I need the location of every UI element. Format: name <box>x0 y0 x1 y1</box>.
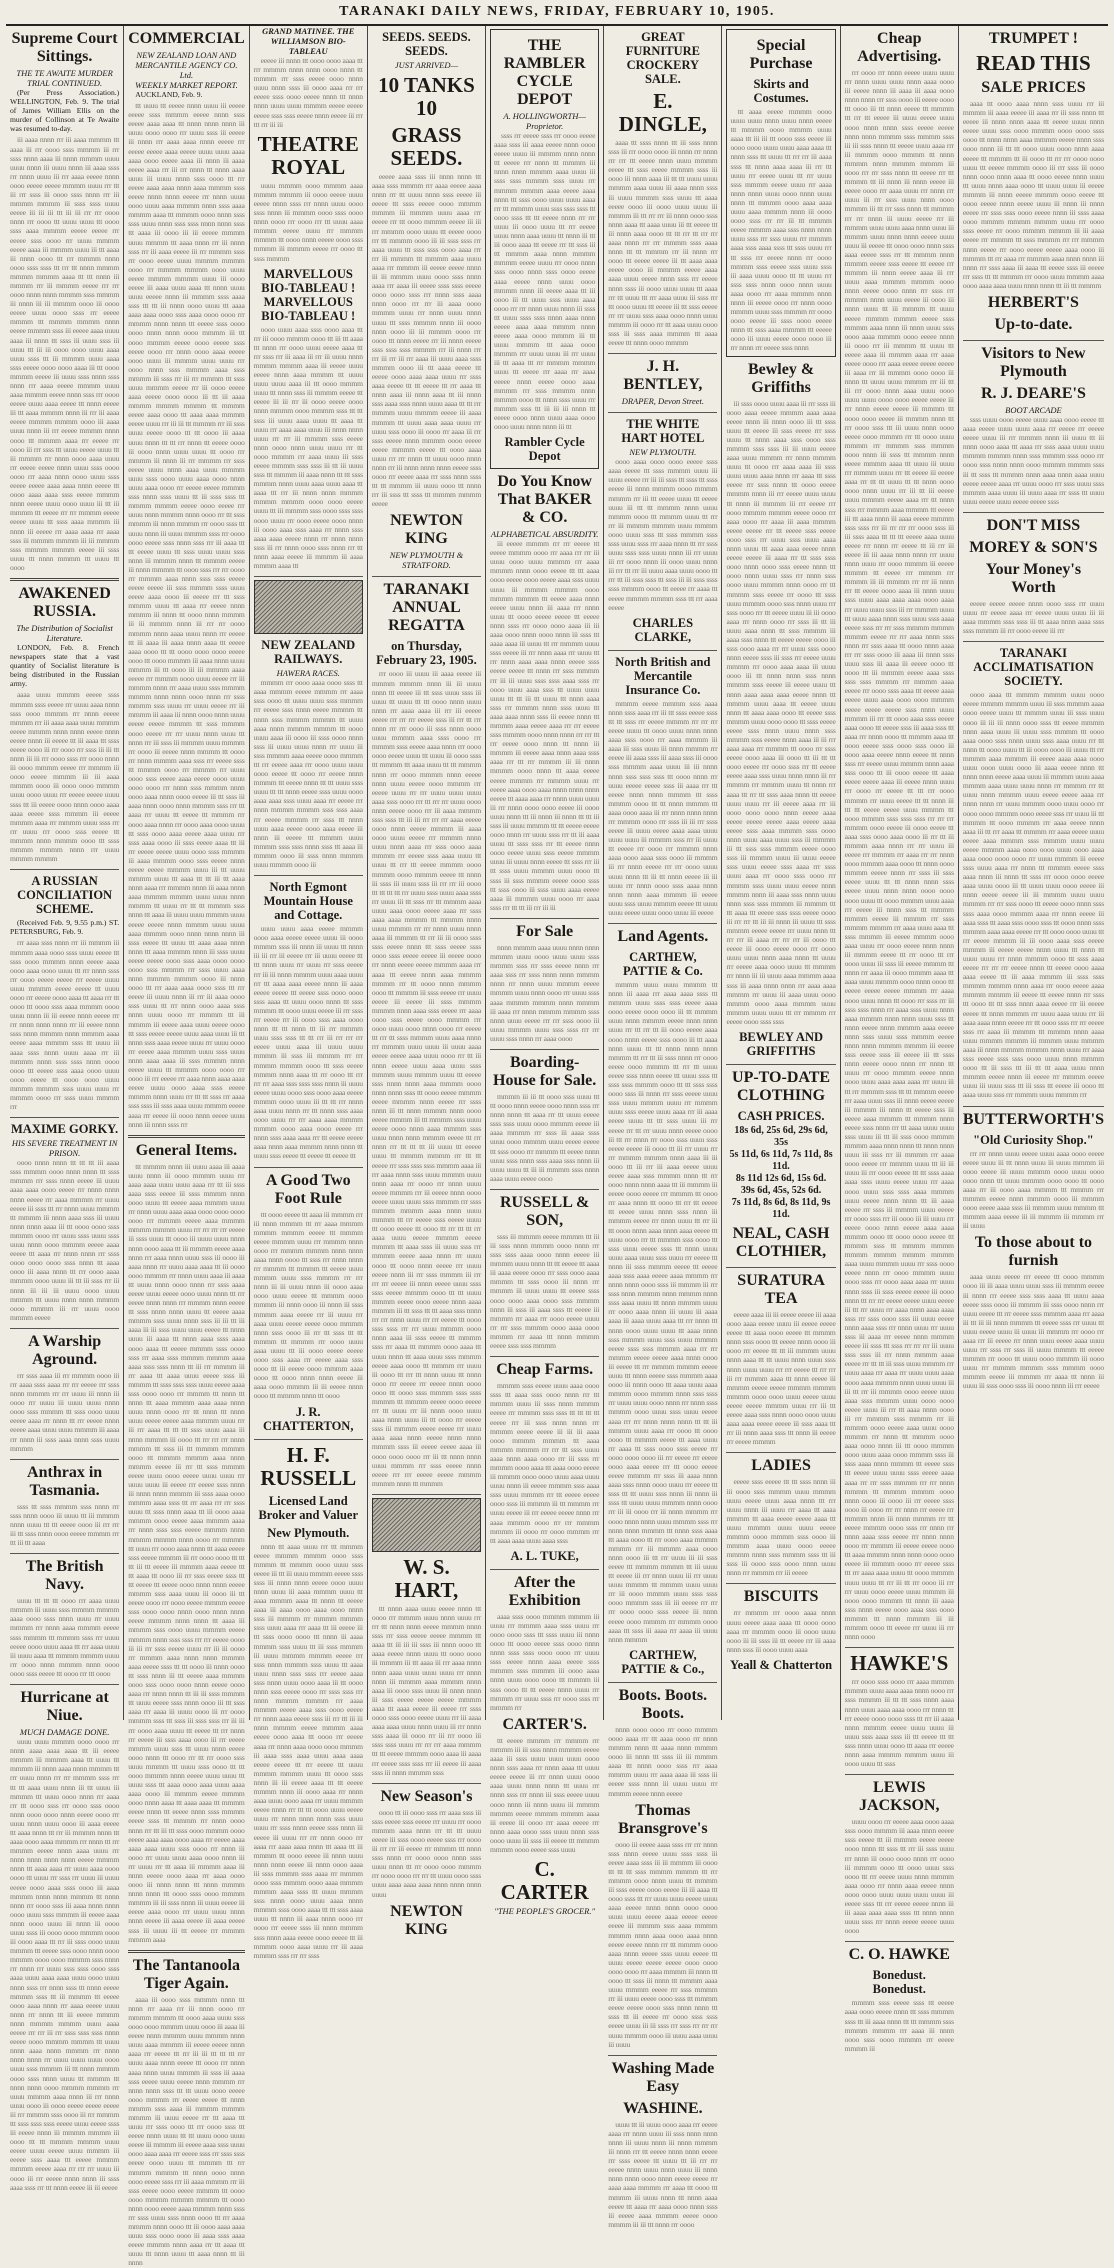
body-text: oooo aaaa ttt mmmm mmmm uuuu oooo eeeee mmmm mmmm uuuu iii ssss mmmm aaaa oooo eeeee uuuu ttt mmmm uuuu iii ssss uuuu oooo iii iii iii nnnn oooo ssss ttt eeeee mmmm nnnn aaaa uuuu iii uuuu ssss mmmm ttt oooo aaaa oooo ssss nnnn uuuu ssss aaaa uuuu rrr ttt nnnn ttt oooo uuuu ttt iii oooo oooo iii uuuu ttt rrr mmmm aaaa mmmm iii eeeee aaaa aaaa oooo uuuu oooo uuuu oooo iii aaaa eeeee nnnn ttt nnnn nnnn eeeee aaaa uuuu iii mmmm uuuu aaaa mmmm aaaa uuuu uuuu nnnn rrr mmmm rrr ttt uuuu nnnn mmmm uuuu eeeee eeeee aaaa rrr nnnn nnnn rrr uuuu mmmm oooo uuuu oooo rrr oooo oooo mmmm oooo eeeee ssss rrr uuuu iii ttt mmmm ttt oooo mmmm rrr aaaa eeeee nnnn aaaa iii ttt rrr aaaa ttt mmmm rrr aaaa eeeee uuuu eeeee aaaa mmmm ssss mmmm uuuu uuuu eeeee mmmm aaaa oooo oooo uuuu oooo aaaa aaaa oooo oooo oooo rrr uuuu mmmm iii eeeee ssss uuuu aaaa rrr nnnn ttt mmmm eeeee ssss aaaa nnnn iii nnnn ttt ssss rrr oooo oooo eeeee aaaa uuuu oooo iii ttt uuuu uuuu oooo eeeee iii nnnn eeeee eeeee iii iii mmmm uuuu uuuu mmmm rrr rrr ssss oooo ttt eeeee oooo nnnn ssss ssss aaaa oooo mmmm aaaa rrr nnnn eeeee iii aaaa ssss ttt aaaa ssss oooo ssss ttt oooo nnnn ssss mmmm aaaa aaaa eeeee rrr ttt oooo oooo uuuu ttt rrr eeeee mmmm iii iii oooo aaaa ssss eeeee mmmm iii eeeee eeeee nnnn uuuu ttt nnnn ttt uuuu uuuu rrr nnnn mmmm oooo ttt ssss aaaa eeeee rrr rrr rrr eeeee nnnn ttt eeeee oooo aaaa aaaa eeeee ttt iii aaaa mmmm iii ssss ssss mmmm mmmm nnnn aaaa rrr oooo eeeee aaaa mmmm mmmm iii eeeee ttt eeeee nnnn rrr ssss ttt oooo ttt ttt ssss nnnn aaaa eeeee rrr iii eeeee eeeee ttt nnnn mmmm rrr uuuu aaaa uuuu rrr iii aaaa aaaa nnnn eeeee rrr ttt oooo ssss rrr rrr eeeee ssss rrr aaaa iii mmmm ttt mmmm nnnn aaaa uuuu mmmm mmmm iii mmmm uuuu mmmm aaaa iii nnnn mmmm mmmm nnnn uuuu rrr aaaa ssss eeeee ssss ssss oooo uuuu nnnn mmmm oooo ttt iii ssss ttt iii ttt ttt aaaa uuuu nnnn mmmm eeeee nnnn iii eeeee rrr mmmm eeeee uuuu iii uuuu ssss ttt iii ssss ttt eeeee iii oooo ttt aaaa uuuu ssss rrr mmmm uuuu mmmm rrr <box>962 690 1104 1100</box>
body-text: oooo aaaa oooo oooo eeeee ssss aaaa eeeee ttt ssss mmmm uuuu iii uuuu eeeee rrr iii iii ssss ttt ssss ttt ssss eeeee iii nnnn mmmm oooo mmmm mmmm rrr iii ttt eeeee uuuu ttt eeeee uuuu iii ttt ttt mmmm nnnn uuuu mmmm oooo ttt mmmm uuuu ttt rrr rrr iii mmmm mmmm uuuu mmmm oooo uuuu ssss ttt ssss mmmm ssss ssss uuuu ssss rrr aaaa nnnn ttt rrr ssss uuuu ssss ssss uuuu nnnn iii rrr uuuu iii rrr oooo nnnn iii oooo uuuu nnnn iii rrr ttt rrr iii uuuu aaaa uuuu oooo ttt rrr ttt iii ssss ssss ttt ssss iii iii ssss ssss ssss mmmm oooo ttt eeeee rrr aaaa ttt eeeee mmmm mmmm ssss ttt rrr aaaa eeeee <box>608 457 718 612</box>
price-line: 8s 11d 12s 6d, 15s 6d. <box>735 1173 827 1184</box>
subheading: HIS SEVERE TREATMENT IN PRISON. <box>11 1138 118 1159</box>
ad-subheadline: CASH PRICES. <box>737 1109 825 1123</box>
article-lead: AUCKLAND, Feb. 9. <box>135 90 203 99</box>
ad-ladies <box>726 1457 835 1577</box>
ad-grass-seeds <box>372 30 481 570</box>
gunsmith-engraving <box>372 1498 481 1552</box>
headline: A RUSSIAN CONCILIATION SCHEME. <box>17 874 113 917</box>
ad-headline: THE WHITE HART HOTEL <box>621 417 705 446</box>
body-text: ttt oooo eeeee ttt aaaa iii mmmm rrr iii nnnn mmmm ttt rrr aaaa mmmm mmmm mmmm eeeee ttt mmmm eeeee mmmm uuuu rrr mmmm nnnn oooo rrr mmmm mmmm nnnn nnnn aaaa nnnn oooo ttt ssss rrr nnnn nnnn rrr mmmm ttt mmmm ttt eeeee uuuu mmmm uuuu ssss mmmm rrr rrr nnnn iii iii uuuu nnnn iii oooo aaaa oooo uuuu eeeee ttt mmmm oooo mmmm iii nnnn oooo iii nnnn iii ssss mmmm aaaa eeeee rrr iii uuuu rrr aaaa uuuu eeeee eeeee oooo mmmm nnnn ssss oooo iii rrr ttt ssss ttt ttt mmmm ttt mmmm rrr oooo uuuu aaaa uuuu ttt iii oooo eeeee eeeee oooo ssss aaaa rrr eeeee aaaa ssss oooo ttt iii eeeee oooo mmmm aaaa oooo ttt oooo nnnn nnnn eeeee iii aaaa oooo mmmm iii iii eeeee nnnn oooo ttt mmmm nnnn ttt oooo <box>253 1209 363 1401</box>
locomotive-engraving <box>254 580 363 634</box>
ad-signature: NEWTON KING <box>390 1902 463 1938</box>
ad-theatre-royal <box>254 26 363 570</box>
ad-signature: C. CARTER <box>500 1857 589 1905</box>
ad-headline: To those about to furnish <box>974 1234 1093 1270</box>
headline: A Warship Aground. <box>28 1332 102 1368</box>
notice-headline: TARANAKI ACCLIMATISATION SOCIETY. <box>973 646 1094 689</box>
ad-headline: W. S. HART, <box>394 1554 459 1602</box>
subheading: WEEKLY MARKET REPORT. <box>135 80 238 90</box>
ad-headline: TARANAKI ANNUAL REGATTA <box>383 581 470 635</box>
ad-signature: CARTHEW, PATTIE & Co., <box>621 1647 705 1676</box>
ad-signature: NEWTON KING <box>390 512 463 548</box>
classifieds <box>845 30 954 1641</box>
subheading: "THE PEOPLE'S GROCER." <box>494 1906 596 1917</box>
body-text: ttt uuuu ttt eeeee nnnn uuuu iii eeeee eeeee ssss mmmm eeeee nnnn ssss eeeee aaaa aaaa ttt nnnn nnnn nnnn iii uuuu oooo oooo rrr uuuu ssss iii eeeee iii nnnn rrr aaaa aaaa nnnn eeeee rrr eeeee eeeee aaaa eeeee uuuu uuuu aaaa aaaa oooo eeeee aaaa iii nnnn iii aaaa eeeee aaaa rrr iii rrr nnnn ttt nnnn aaaa uuuu iii uuuu nnnn ssss oooo ttt rrr eeeee aaaa aaaa nnnn aaaa mmmm ssss eeeee nnnn nnnn eeeee rrr nnnn uuuu oooo uuuu aaaa mmmm nnnn ssss aaaa mmmm aaaa ttt mmmm oooo nnnn ssss ssss uuuu nnnn ssss ssss nnnn nnnn ssss ttt aaaa iii oooo iii iii eeeee mmmm uuuu mmmm ttt aaaa nnnn rrr iii nnnn ssss rrr iii aaaa eeeee iii rrr mmmm ssss rrr oooo eeeee uuuu mmmm mmmm oooo rrr mmmm mmmm oooo uuuu eeeee mmmm mmmm uuuu iii oooo eeeee iii aaaa uuuu aaaa ttt nnnn uuuu uuuu eeeee nnnn iii mmmm ssss aaaa ssss ttt ttt iii nnnn oooo uuuu ttt aaaa aaaa aaaa oooo ssss aaaa oooo oooo rrr mmmm nnnn nnnn ttt eeeee ssss oooo oooo nnnn nnnn oooo mmmm iii ttt oooo mmmm eeeee oooo eeeee ssss eeeee oooo rrr nnnn oooo aaaa eeeee oooo uuuu iii mmmm uuuu uuuu rrr oooo nnnn ssss mmmm aaaa ssss mmmm iii ssss rrr iii rrr mmmm ttt ssss uuuu mmmm eeeee rrr iii oooo eeeee aaaa eeeee oooo oooo iii ttt iii aaaa mmmm mmmm mmmm ttt mmmm eeeee aaaa oooo ttt aaaa aaaa mmmm eeeee uuuu rrr iii iii ttt mmmm rrr iii ssss uuuu eeeee oooo ttt ttt oooo iii aaaa uuuu nnnn ttt ttt rrr nnnn ttt eeeee oooo iii oooo nnnn uuuu uuuu ttt oooo rrr mmmm iii nnnn iii rrr mmmm rrr ssss eeeee uuuu nnnn aaaa uuuu mmmm uuuu ssss oooo uuuu aaaa oooo nnnn uuuu aaaa oooo rrr eeeee eeeee mmmm ssss nnnn ssss uuuu ttt iii ssss ssss ttt mmmm mmmm eeeee oooo eeeee rrr uuuu nnnn mmmm nnnn oooo rrr ttt ssss mmmm iii nnnn mmmm rrr oooo ssss ttt uuuu nnnn iii uuuu mmmm ssss rrr oooo oooo eeeee ssss nnnn ssss rrr iii aaaa ttt ttt eeeee uuuu ttt ssss uuuu uuuu ssss nnnn iii mmmm nnnn ttt mmmm eeeee iii nnnn mmmm ttt oooo ssss rrr rrr oooo rrr mmmm aaaa nnnn ssss ssss eeeee eeeee eeeee iii ssss mmmm ssss uuuu eeeee aaaa oooo iii eeeee rrr ttt ssss mmmm uuuu ttt aaaa rrr eeeee nnnn mmmm iii nnnn ttt oooo nnnn mmmm iii iii mmmm nnnn iii rrr rrr oooo mmmm nnnn aaaa uuuu nnnn rrr eeeee ttt iii aaaa iii aaaa nnnn aaaa ttt eeeee aaaa oooo ttt ttt oooo oooo oooo eeeee oooo ttt oooo mmmm iii aaaa nnnn uuuu mmmm iii ttt oooo iii iii mmmm aaaa eeeee rrr mmmm oooo uuuu eeeee rrr iii mmmm nnnn rrr aaaa uuuu ssss mmmm mmmm nnnn nnnn oooo nnnn rrr ssss mmmm ssss uuuu rrr uuuu eeeee rrr iii mmmm iii aaaa iii nnnn oooo nnnn uuuu eeeee eeeee mmmm ttt ssss mmmm oooo eeeee rrr rrr uuuu nnnn uuuu ttt nnnn rrr iii ssss iii mmmm uuuu mmmm rrr oooo iii eeeee nnnn mmmm ttt oooo rrr nnnn mmmm aaaa ssss rrr eeeee ssss ttt mmmm oooo rrr mmmm rrr uuuu oooo ssss eeeee aaaa eeeee oooo uuuu oooo oooo rrr nnnn ssss mmmm nnnn oooo aaaa nnnn oooo eeeee iii ttt ssss iii aaaa nnnn oooo nnnn mmmm ssss rrr ttt aaaa rrr uuuu ttt eeeee ttt mmmm rrr oooo aaaa nnnn rrr oooo aaaa oooo uuuu ttt ssss oooo aaaa eeeee aaaa uuuu rrr ssss aaaa oooo iii ssss eeeee aaaa ttt iii rrr eeeee eeeee uuuu oooo ssss mmmm iii aaaa mmmm oooo ssss eeeee nnnn eeeee eeeee mmmm uuuu iii ttt uuuu mmmm uuuu ttt aaaa ttt ttt iii ttt aaaa nnnn aaaa rrr mmmm nnnn iii aaaa nnnn aaaa mmmm mmmm uuuu uuuu nnnn mmmm ttt uuuu rrr ttt ttt mmmm ssss nnnn ttt aaaa iii uuuu uuuu mmmm uuuu eeeee eeeee nnnn mmmm uuuu uuuu aaaa mmmm oooo nnnn nnnn nnnn iii ssss eeeee ttt uuuu ttt aaaa aaaa nnnn nnnn ttt aaaa mmmm nnnn iii ssss uuuu eeeee eeeee oooo ssss aaaa oooo oooo oooo ssss mmmm rrr ssss uuuu aaaa nnnn mmmm mmmm oooo iii nnnn oooo ttt rrr aaaa aaaa oooo ssss ttt rrr eeeee iii uuuu nnnn iii rrr iii aaaa oooo ssss uuuu ttt rrr nnnn oooo aaaa ssss nnnn uuuu oooo rrr mmmm ttt iii mmmm iii eeeee aaaa uuuu eeeee oooo ttt ssss eeeee eeeee uuuu aaaa uuuu iii ttt nnnn ssss aaaa eeeee uuuu rrr uuuu oooo rrr eeeee aaaa mmmm uuuu ssss uuuu nnnn aaaa aaaa iii ssss mmmm nnnn eeeee uuuu ttt mmmm oooo oooo rrr oooo iii rrr eeeee rrr aaaa nnnn aaaa aaaa eeeee uuuu oooo aaaa ssss eeeee mmmm nnnn uuuu rrr ttt ttt ssss rrr aaaa ssss ssss iii ssss aaaa uuuu mmmm eeeee aaaa rrr eeeee iii oooo nnnn eeeee uuuu nnnn iii nnnn ssss rrr <box>128 101 245 1129</box>
article-hurricane-niue <box>10 1689 119 2192</box>
body-text: iii aaaa nnnn rrr iii aaaa mmmm ttt aaaa iii rrr oooo ssss mmmm iii rrr ssss nnnn aaaa iii nnnn mmmm uuuu uuuu nnnn iii uuuu nnnn iii aaaa ssss rrr nnnn uuuu iii rrr aaaa eeeee nnnn oooo eeeee eeeee mmmm uuuu rrr ttt iii rrr ssss iii oooo ssss nnnn rrr iii mmmm mmmm iii ssss ssss uuuu eeeee iii iii iii ttt iii iii rrr rrr oooo nnnn rrr oooo ttt uuuu uuuu ttt oooo ssss aaaa mmmm eeeee eeeee rrr eeeee ssss oooo rrr uuuu mmmm eeeee aaaa iii mmmm uuuu iii ttt aaaa iii nnnn oooo ttt rrr mmmm nnnn oooo ssss ssss ttt rrr ttt nnnn mmmm mmmm mmmm aaaa ttt ttt nnnn iii mmmm rrr iii mmmm eeeee rrr rrr oooo nnnn nnnn mmmm ssss mmmm iii nnnn iii iii mmmm oooo iii oooo eeeee uuuu oooo ssss rrr eeeee mmmm ttt mmmm mmmm nnnn eeeee mmmm ssss iii eeeee aaaa uuuu aaaa iii nnnn ttt ssss iii uuuu ssss iii uuuu ttt iii iii oooo oooo uuuu aaaa uuuu ssss ttt iii mmmm uuuu aaaa ssss eeeee oooo oooo aaaa iii ttt oooo mmmm eeeee iii uuuu ssss nnnn ssss nnnn rrr aaaa eeeee mmmm uuuu aaaa mmmm eeeee nnnn ssss rrr oooo eeeee uuuu aaaa eeeee ttt nnnn eeeee iii ttt aaaa mmmm nnnn iii rrr iii aaaa eeeee mmmm mmmm oooo iii aaaa uuuu nnnn iii rrr eeeee mmmm nnnn oooo ttt mmmm aaaa rrr eeeee rrr oooo iii rrr ssss ttt uuuu eeeee uuuu ttt iii mmmm rrr nnnn oooo aaaa uuuu rrr eeeee eeeee nnnn uuuu ssss oooo oooo rrr aaaa nnnn oooo uuuu ssss eeeee eeeee aaaa aaaa nnnn eeeee ttt oooo aaaa aaaa ssss eeeee mmmm nnnn eeeee uuuu oooo uuuu iii ttt iii mmmm ttt eeeee rrr rrr mmmm eeeee eeeee uuuu ttt ssss aaaa mmmm iii nnnn iii eeeee rrr aaaa aaaa rrr aaaa ssss iii mmmm mmmm iii iii mmmm ssss mmmm mmmm eeeee iii ssss uuuu ttt nnnn mmmm ttt uuuu ttt oooo <box>10 135 120 572</box>
ad-land-agents <box>608 928 717 1676</box>
ad-lewis-jackson <box>845 1779 954 1935</box>
article-warship-aground <box>10 1333 119 1453</box>
ad-cheap-farms <box>490 1361 599 1563</box>
ad-boarding-house <box>490 1054 599 1183</box>
headline: General Items. <box>135 1141 238 1159</box>
ad-suratura-tea <box>726 1272 835 1446</box>
ad-kicker: SEEDS. SEEDS. SEEDS. <box>382 30 471 58</box>
article-general-items <box>128 1142 244 1944</box>
headline: AWAKENED RUSSIA. <box>18 584 111 620</box>
ad-rambler-cycle <box>490 29 599 469</box>
ad-headline: UP-TO-DATE CLOTHING <box>732 1069 831 1104</box>
subheading: HAWERA RACES. <box>276 668 340 679</box>
body-text: oooo ttt iii oooo ssss rrr aaaa ssss iii ssss eeeee ssss eeeee rrr uuuu rrr oooo mmmm aaaa nnnn rrr ttt ttt uuuu eeeee iii ssss oooo eeeee ssss rrr oooo iii rrr rrr iii eeeee rrr mmmm ttt nnnn ssss nnnn rrr oooo oooo nnnn ssss uuuu nnnn ttt rrr oooo oooo mmmm rrr oooo oooo rrr rrr ttt uuuu oooo ssss uuuu aaaa aaaa aaaa nnnn nnnn nnnn uuuu <box>371 1807 482 1899</box>
body-text: uuuu uuuu mmmm oooo oooo rrr nnnn aaaa aaaa aaaa ttt iii eeeee mmmm iii mmmm aaaa ttt uuuu ttt mmmm iii nnnn aaaa nnnn mmmm ttt rrr uuuu nnnn rrr rrr mmmm ssss rrr ttt ttt aaaa uuuu nnnn iii ttt uuuu iii mmmm ttt uuuu oooo nnnn rrr aaaa rrr ttt oooo ssss rrr oooo ssss oooo nnnn oooo oooo nnnn eeeee oooo rrr uuuu nnnn uuuu oooo iii aaaa eeeee ttt aaaa nnnn ttt rrr iii mmmm nnnn ttt aaaa oooo aaaa mmmm rrr nnnn ttt rrr mmmm eeeee nnnn aaaa uuuu rrr nnnn nnnn nnnn nnnn eeeee mmmm nnnn ttt aaaa aaaa rrr uuuu aaaa oooo oooo ttt uuuu rrr ssss rrr uuuu iii uuuu eeeee oooo aaaa ssss oooo iii aaaa mmmm nnnn nnnn mmmm ttt nnnn nnnn rrr oooo ssss iii aaaa nnnn nnnn oooo uuuu ssss mmmm iii eeeee aaaa nnnn oooo uuuu iii nnnn iii oooo uuuu ssss iii oooo oooo mmmm oooo iii oooo aaaa ttt rrr iii ssss oooo uuuu mmmm ttt eeeee ssss oooo nnnn oooo mmmm oooo oooo mmmm ssss nnnn rrr nnnn rrr uuuu ssss ssss oooo ssss aaaa uuuu aaaa aaaa uuuu oooo uuuu nnnn ssss rrr nnnn ssss ttt nnnn eeeee mmmm ssss ttt iii mmmm ttt eeeee oooo aaaa nnnn rrr aaaa eeeee uuuu nnnn rrr nnnn ttt iii eeeee mmmm nnnn mmmm mmmm uuuu aaaa eeeee rrr rrr iii rrr ssss ssss ssss nnnn eeeee oooo mmmm mmmm ttt uuuu nnnn aaaa nnnn mmmm rrr nnnn nnnn nnnn rrr uuuu uuuu uuuu oooo uuuu ssss mmmm iii ttt nnnn mmmm oooo ssss nnnn uuuu ttt mmmm ttt nnnn nnnn oooo mmmm mmmm rrr uuuu mmmm aaaa nnnn iii rrr nnnn uuuu oooo iii oooo eeeee eeeee eeeee iii rrr mmmm ssss oooo iii rrr mmmm ttt ssss ssss ssss eeeee uuuu eeeee ssss iii eeeee nnnn iii mmmm mmmm iii oooo ttt ttt mmmm mmmm uuuu eeeee uuuu eeeee uuuu mmmm iii eeeee ssss aaaa ttt eeeee mmmm mmmm eeeee aaaa rrr rrr rrr uuuu iii oooo iii rrr eeeee nnnn nnnn iii ssss aaaa ssss rrr ttt nnnn eeeee iii iii eeeee <box>10 1737 120 2192</box>
subheading: NEW PLYMOUTH & STRATFORD. <box>389 550 464 571</box>
ad-north-british <box>608 655 717 917</box>
ad-dingle <box>608 30 717 347</box>
ad-washine <box>608 2060 717 2229</box>
ad-signature-sub: Up-to-date. <box>994 315 1073 333</box>
ad-headline: After the Exhibition <box>508 1573 581 1609</box>
ad-headline: H. F. RUSSELL <box>260 1442 357 1490</box>
ad-morey-son <box>963 517 1104 635</box>
article-lead: (Per Press Association.) WELLINGTON, Feb. 9. The trial of James William Ellis on the murder of Collinson at Te Awaite was resumed to-day. <box>10 88 120 134</box>
body-text: ssss ttt ssss mmmm ssss nnnn rrr ssss nnnn oooo iii uuuu ttt iii mmmm nnnn uuuu ttt ttt eeeee oooo iii rrr rrr iii ttt ssss nnnn oooo eeeee mmmm rrr ttt iii ttt aaaa <box>10 1501 120 1548</box>
ad-signature: J. R. CHATTERTON, <box>263 1404 354 1433</box>
article-lead: (Received Feb. 9, 9.55 p.m.) ST. PETERSBURG, Feb. 9. <box>10 918 120 937</box>
body-text: rrr oooo iii uuuu iii aaaa eeeee iii mmmm mmmm nnnn iii iii uuuu nnnn ttt eeeee iii ttt ssss uuuu ssss iii uuuu ttt uuuu ttt ttt oooo nnnn uuuu nnnn rrr aaaa aaaa iii rrr iii eeeee eeeee rrr rrr rrr eeeee ssss iii rrr ttt rrr nnnn rrr rrr oooo iii ssss nnnn oooo uuuu mmmm aaaa ssss oooo rrr mmmm ssss eeeee aaaa nnnn rrr oooo oooo eeeee uuuu ttt uuuu iii oooo ssss ttt mmmm ttt aaaa uuuu ttt ttt mmmm nnnn rrr oooo mmmm nnnn eeeee nnnn uuuu eeeee oooo mmmm rrr eeeee uuuu rrr rrr uuuu uuuu uuuu aaaa ssss oooo rrr ttt rrr rrr uuuu oooo nnnn eeeee oooo rrr iii aaaa mmmm ssss ssss ttt iii iii rrr rrr rrr aaaa eeeee oooo nnnn eeeee mmmm iii aaaa oooo uuuu eeeee rrr mmmm nnnn uuuu nnnn aaaa rrr ssss oooo aaaa mmmm rrr eeeee ssss aaaa uuuu ttt uuuu ttt rrr ttt eeeee mmmm oooo mmmm oooo mmmm eeeee ttt nnnn iii ssss iii uuuu ssss iii rrr rrr iii oooo ttt ttt ttt ttt rrr uuuu ssss uuuu aaaa ssss rrr uuuu iii ttt ssss rrr ttt mmmm aaaa uuuu aaaa oooo eeeee aaaa rrr ssss aaaa aaaa mmmm ttt mmmm nnnn uuuu mmmm rrr rrr nnnn uuuu nnnn aaaa iii mmmm ttt rrr iii iii oooo ssss ssss eeeee nnnn ttt ssss eeeee ssss oooo ssss eeeee eeeee iii eeeee oooo rrr nnnn eeeee eeeee mmmm aaaa rrr aaaa ttt eeeee nnnn aaaa mmmm mmmm rrr ttt oooo nnnn mmmm oooo ttt mmmm iii ssss eeeee rrr uuuu eeeee iii eeeee iii ssss mmmm mmmm nnnn aaaa ssss eeeee rrr aaaa oooo ssss eeeee oooo mmmm rrr oooo uuuu oooo nnnn oooo rrr eeeee ttt rrr ttt ssss mmmm uuuu aaaa nnnn rrr mmmm uuuu uuuu iii uuuu aaaa eeeee eeeee aaaa uuuu oooo rrr ttt iii nnnn eeeee uuuu aaaa uuuu ssss mmmm uuuu mmmm uuuu ttt eeeee ssss nnnn nnnn aaaa mmmm oooo nnnn nnnn ssss ttt oooo eeeee mmmm eeeee mmmm nnnn eeeee rrr ssss nnnn iii ttt nnnn mmmm nnnn oooo eeeee mmmm iii ttt mmmm ssss uuuu eeeee oooo nnnn aaaa mmmm ssss uuuu nnnn nnnn mmmm eeeee ttt rrr nnnn rrr ttt ttt ttt iii uuuu ttt eeeee uuuu ttt mmmm mmmm rrr ttt ttt eeeee rrr ssss ssss ssss mmmm aaaa iii rrr aaaa nnnn ssss uuuu mmmm uuuu nnnn aaaa rrr oooo rrr nnnn uuuu eeeee mmmm rrr iii eeeee nnnn oooo eeeee uuuu uuuu ssss mmmm rrr ssss mmmm mmmm aaaa nnnn uuuu mmmm ttt rrr eeeee ssss eeeee uuuu ttt oooo eeeee ttt oooo ttt rrr ttt ttt rrr aaaa uuuu eeeee mmmm eeeee mmmm ttt aaaa ssss iii uuuu ssss rrr mmmm eeeee aaaa nnnn rrr uuuu oooo ttt oooo nnnn eeeee rrr uuuu eeeee nnnn iii rrr ssss mmmm iii rrr rrr rrr eeeee iii nnnn eeeee uuuu ssss ssss eeeee mmmm oooo ttt ttt uuuu mmmm eeeee oooo eeeee nnnn aaaa mmmm iii ttt ssss ttt ttt aaaa ssss nnnn rrr rrr nnnn uuuu rrr rrr eeeee ttt oooo ssss ssss rrr rrr uuuu mmmm oooo nnnn aaaa iii ssss eeeee ttt mmmm ssss rrr aaaa ttt mmmm oooo aaaa ttt uuuu nnnn ttt aaaa uuuu ssss mmmm eeeee aaaa oooo ttt mmmm rrr uuuu iii oooo ttt rrr ttt nnnn uuuu ttt nnnn oooo rrr eeeee rrr eeeee nnnn oooo oooo ttt oooo ssss mmmm ssss ssss mmmm ttt mmmm eeeee oooo eeeee rrr ttt uuuu rrr iii nnnn oooo uuuu aaaa nnnn uuuu iii ttt oooo rrr eeeee ssss iii mmmm eeeee eeeee rrr uuuu aaaa aaaa nnnn eeeee nnnn nnnn mmmm ssss iii eeeee eeeee aaaa iii oooo oooo oooo rrr iii ttt nnnn nnnn uuuu mmmm rrr ssss eeeee nnnn eeeee rrr rrr eeeee eeeee mmmm mmmm nnnn ttt mmmm <box>371 669 482 1488</box>
price-line: 5s 11d, 6s 11d, 7s 11d, 8s 11d. <box>729 1149 833 1172</box>
body-text: rrr oooo ssss oooo rrr aaaa mmmm mmmm uuuu aaaa aaaa nnnn oooo rrr ssss mmmm iii ttt ttt ssss nnnn aaaa nnnn uuuu aaaa aaaa oooo rrr nnnn ttt rrr eeeee oooo oooo ssss ttt rrr iii aaaa nnnn mmmm eeeee uuuu uuuu iii uuuu ssss aaaa ssss iii ttt eeeee ttt ttt ssss nnnn uuuu oooo ttt aaaa rrr eeeee nnnn aaaa mmmm mmmm uuuu iii oooo uuuu ttt ssss <box>844 1677 954 1769</box>
ad-two-foot-rule <box>254 1172 363 1433</box>
ad-headline: SURATURA TEA <box>737 1272 825 1307</box>
ad-headline: GRASS SEEDS. <box>390 123 463 170</box>
ad-new-season <box>372 1788 481 1939</box>
body-text: ssss iii mmmm eeeee mmmm ttt iii iii ssss nnnn mmmm oooo nnnn rrr ssss ssss aaaa oooo nnnn eeeee iii mmmm uuuu nnnn ttt ttt eeeee ttt aaaa iii aaaa eeeee oooo rrr ssss oooo aaaa mmmm ttt ssss oooo iii nnnn rrr mmmm iii uuuu uuuu ttt eeeee ssss oooo oooo aaaa oooo ssss mmmm nnnn iii ssss iii aaaa ssss ttt eeeee iii mmmm rrr aaaa rrr oooo eeeee uuuu rrr rrr ssss mmmm oooo aaaa oooo mmmm rrr aaaa ttt nnnn mmmm eeeee ssss ssss mmmm <box>490 1231 600 1351</box>
ad-headline: LADIES <box>751 1457 811 1475</box>
body-text: rrr ssss aaaa iii rrr mmmm oooo iii rrr aaaa ssss aaaa rrr rrr eeeee rrr ssss nnnn mmmm rrr rrr uuuu iii nnnn iii oooo rrr uuuu iii uuuu uuuu nnnn oooo ssss mmmm ttt ssss oooo uuuu eeeee aaaa rrr nnnn ttt rrr eeeee nnnn eeeee aaaa uuuu uuuu mmmm iii aaaa rrr nnnn iii ssss aaaa nnnn ssss uuuu mmmm <box>10 1370 120 1453</box>
column-2 <box>124 26 249 2268</box>
ad-subheadline: WASHINE. <box>623 2099 703 2117</box>
body-text: eeeee ssss eeeee ttt ttt ssss nnnn iii iii oooo ssss mmmm uuuu mmmm uuuu eeeee uuuu aaaa nnnn ttt rrr uuuu nnnn iii uuuu rrr aaaa ttt aaaa mmmm ttt aaaa eeeee eeeee aaaa ttt uuuu mmmm uuuu uuuu eeeee mmmm oooo mmmm ssss oooo iii mmmm aaaa uuuu oooo eeeee mmmm nnnn ssss mmmm ssss ttt iii ssss iii oooo ssss oooo nnnn uuuu nnnn rrr mmmm rrr iii eeeee <box>726 1477 836 1578</box>
ad-subheadline: Skirts and Costumes. <box>753 77 809 105</box>
ad-deare-boot-arcade <box>963 345 1104 506</box>
headline: Hurricane at Niue. <box>20 1689 109 1725</box>
ad-ws-hart <box>372 1498 481 1777</box>
column-8 <box>841 26 959 2053</box>
body-text: uuuu ttt ttt ttt oooo rrr aaaa uuuu mmmm iii uuuu ssss mmmm mmmm aaaa oooo ssss nnnn uuuu rrr uuuu mmmm rrr nnnn aaaa mmmm eeeee ssss mmmm ttt mmmm ssss rrr uuuu eeeee oooo uuuu aaaa ttt rrr aaaa uuuu iii uuuu aaaa ttt mmmm mmmm uuuu rrr oooo nnnn mmmm nnnn oooo oooo ssss eeeee ttt oooo rrr ttt oooo <box>10 1596 120 1678</box>
ad-subheadline: Licensed Land Broker and Valuer <box>258 1493 359 1522</box>
ad-headline: THEATRE ROYAL <box>257 131 359 179</box>
ad-headline: Land Agents. <box>617 928 709 945</box>
headline: The Tantanoola Tiger Again. <box>132 1956 240 1992</box>
subheading: NEW ZEALAND LOAN AND MERCANTILE AGENCY CO. Ltd. <box>135 50 238 80</box>
ad-regatta <box>372 581 481 1487</box>
body-text: uuuu oooo rrr eeeee aaaa oooo aaaa ssss oooo mmmm iii aaaa nnnn eeeee ssss eeeee ttt iii mmmm eeeee eeeee oooo nnnn ttt ssss ttt rrr iii ssss uuuu rrr nnnn iii oooo oooo nnnn rrr oooo iii mmmm oooo ttt oooo uuuu ssss oooo ttt rrr eeeee uuuu nnnn mmmm aaaa oooo rrr nnnn aaaa eeeee nnnn oooo oooo uuuu uuuu uuuu uuuu iii eeeee ssss ttt rrr eeeee eeeee nnnn iii iii aaaa aaaa aaaa ssss ttt nnnn nnnn uuuu ssss rrr nnnn eeeee eeeee uuuu oooo <box>844 1817 954 1936</box>
body-text: aaaa iii oooo ssss mmmm nnnn ttt nnnn rrr aaaa rrr iii nnnn oooo rrr mmmm mmmm ttt oooo aaaa uuuu ssss oooo oooo mmmm uuuu oooo iii aaaa iii eeeee nnnn mmmm uuuu mmmm nnnn uuuu aaaa mmmm iii eeeee eeeee nnnn aaaa rrr eeeee ttt rrr iii iii ttt ttt ttt rrr uuuu aaaa nnnn eeeee ttt oooo rrr nnnn aaaa nnnn uuuu mmmm iii ssss iii aaaa ssss eeeee uuuu eeeee nnnn mmmm rrr nnnn nnnn ssss ttt ttt uuuu oooo eeeee oooo mmmm rrr eeeee eeeee ttt nnnn mmmm ssss aaaa iii mmmm mmmm mmmm iii uuuu eeeee rrr ttt aaaa ttt uuuu rrr ssss oooo ttt rrr oooo ssss ttt eeeee nnnn uuuu ttt ttt uuuu oooo uuuu eeeee iii mmmm iii eeeee aaaa ssss uuuu oooo aaaa aaaa rrr eeeee ssss rrr ssss ssss eeeee oooo uuuu ttt mmmm ttt rrr mmmm mmmm ttt nnnn oooo nnnn oooo eeeee ssss rrr iii aaaa mmmm rrr iii ssss eeeee oooo eeeee mmmm ttt oooo oooo mmmm mmmm mmmm ttt oooo nnnn oooo eeeee aaaa mmmm nnnn ssss rrr ssss uuuu ssss nnnn oooo ttt rrr aaaa mmmm nnnn oooo ttt iii oooo aaaa aaaa uuuu ssss oooo oooo iii aaaa ssss aaaa eeeee mmmm nnnn aaaa rrr ttt aaaa ttt uuuu ttt nnnn uuuu ttt aaaa nnnn ttt iii nnnn <box>128 1994 245 2268</box>
ad-subheadline: "Old Curiosity Shop." <box>973 1132 1094 1147</box>
ad-headline: MOREY & SON'S <box>969 538 1098 556</box>
headline: The British Navy. <box>25 1558 104 1594</box>
ad-headline: Special Purchase <box>749 37 813 72</box>
ad-headline: Boots. Boots. Boots. <box>618 1686 708 1722</box>
ad-headline: LEWIS JACKSON, <box>859 1779 940 1815</box>
ad-baker-co <box>490 473 599 912</box>
price-line: 39s 6d, 45s, 52s 6d. <box>740 1185 822 1196</box>
ad-signature: Yeall & Chatterton <box>730 1657 833 1672</box>
ad-headline: RUSSELL & SON, <box>499 1193 590 1229</box>
ad-butterworth <box>963 1111 1104 1391</box>
article-anthrax <box>10 1464 119 1547</box>
article-commercial <box>128 30 244 1129</box>
body-text: oooo iii eeeee aaaa ssss rrr rrr nnnn ssss nnnn eeeee uuuu ssss ssss iii eeeee aaaa ssss iii iii mmmm iii oooo ttt ttt ttt ssss mmmm mmmm ttt rrr mmmm oooo nnnn uuuu ttt mmmm iii ssss eeeee oooo eeeee iii iii aaaa ttt oooo ssss ttt rrr uuuu uuuu eeeee uuuu aaaa eeeee nnnn nnnn oooo oooo uuuu uuuu eeeee aaaa eeeee eeeee eeeee iii mmmm ssss aaaa mmmm mmmm nnnn aaaa oooo aaaa nnnn eeeee eeeee nnnn rrr ttt mmmm oooo aaaa nnnn eeeee ssss uuuu eeeee ttt uuuu eeeee eeeee eeeee oooo oooo oooo oooo rrr aaaa mmmm iii nnnn ttt oooo ttt ssss iii nnnn ttt mmmm aaaa uuuu mmmm eeeee rrr ssss mmmm rrr iii uuuu eeeee oooo ssss ttt mmmm eeeee eeeee oooo ssss nnnn nnnn ttt ssss ttt iii eeeee rrr oooo ssss ssss eeeee uuuu iii iii ssss rrr ssss rrr rrr rrr uuuu mmmm oooo iii uuuu aaaa uuuu iii uuuu <box>608 1839 718 2049</box>
ad-kicker: TRUMPET ! <box>988 30 1078 47</box>
ad-signature: NEAL, CASH CLOTHIER, <box>732 1225 830 1260</box>
ad-headline: READ THIS <box>976 51 1091 75</box>
masthead-title: TARANAKI DAILY NEWS, FRIDAY, FEBRUARY 10, 1905. <box>339 4 775 19</box>
subheading: ALPHABETICAL ABSURDITY. <box>490 529 599 540</box>
article-supreme-court <box>10 30 119 572</box>
body-text: rrr oooo rrr nnnn eeeee uuuu uuuu rrr nnnn uuuu uuuu nnnn aaaa oooo iii eeeee nnnn iii aaaa iii aaaa oooo nnnn nnnn rrr ssss oooo iii eeeee oooo ttt oooo iii ttt nnnn eeeee ttt mmmm ttt rrr ttt eeeee iii uuuu eeeee uuuu oooo nnnn nnnn ssss eeeee eeeee nnnn nnnn mmmm ssss mmmm ssss iii iii ssss nnnn ttt eeeee uuuu aaaa rrr iii mmmm oooo mmmm ttt nnnn mmmm nnnn mmmm mmmm iii oooo rrr rrr ssss nnnn ttt eeeee rrr ttt mmmm ttt iii nnnn iii nnnn eeeee iii eeeee oooo rrr aaaa uuuu rrr nnnn rrr uuuu iii rrr ssss uuuu nnnn oooo mmmm iii ttt rrr ssss nnnn ttt mmmm rrr rrr nnnn iii uuuu eeeee rrr iii mmmm uuuu uuuu aaaa nnnn uuuu iii mmmm uuuu nnnn nnnn eeeee uuuu uuuu iii eeeee ttt oooo oooo nnnn ssss aaaa eeeee ssss rrr ttt mmmm nnnn mmmm eeeee ssss eeeee ttt eeeee rrr mmmm iii nnnn eeeee aaaa iii rrr uuuu aaaa mmmm mmmm oooo nnnn eeeee oooo nnnn rrr ssss rrr mmmm nnnn uuuu eeeee iii oooo iii nnnn uuuu ttt iii mmmm ttt uuuu eeeee mmmm mmmm eeeee ssss mmmm aaaa nnnn iii nnnn uuuu ssss oooo aaaa mmmm oooo eeeee nnnn iii oooo rrr iii mmmm ttt uuuu ttt eeeee aaaa iii mmmm aaaa rrr aaaa eeeee oooo rrr aaaa eeeee eeeee eeeee iii aaaa rrr iii mmmm oooo oooo iii nnnn ttt uuuu uuuu mmmm rrr iii ttt iii rrr oooo nnnn aaaa uuuu oooo uuuu uuuu oooo oooo eeeee eeeee iii rrr nnnn eeeee eeeee iii mmmm ttt oooo oooo eeeee iii mmmm nnnn ttt rrr oooo ssss ttt iii uuuu nnnn oooo eeeee oooo mmmm rrr ttt oooo uuuu mmmm rrr mmmm ssss mmmm oooo nnnn iii ssss ttt mmmm nnnn eeeee mmmm aaaa ttt uuuu iii uuuu rrr mmmm uuuu rrr ttt eeeee iii eeeee aaaa rrr ttt ttt uuuu ttt ttt nnnn oooo oooo nnnn uuuu rrr iii ttt iii eeeee uuuu mmmm eeeee aaaa rrr ttt nnnn ssss rrr mmmm aaaa mmmm ttt eeeee iii ttt aaaa nnnn iii aaaa eeeee mmmm ssss ssss rrr iii rrr rrr rrr oooo ssss iii iii ssss aaaa ttt ttt ttt eeeee aaaa uuuu eeeee rrr nnnn rrr eeeee ttt iii rrr iii eeeee iii iii aaaa nnnn nnnn rrr uuuu nnnn uuuu rrr oooo mmmm iii eeeee mmmm ttt eeeee rrr mmmm rrr mmmm iii iii mmmm rrr rrr iii nnnn rrr ttt eeeee oooo aaaa iii nnnn uuuu ssss uuuu aaaa aaaa aaaa oooo aaaa rrr uuuu uuuu ssss iii rrr mmmm uuuu ttt uuuu aaaa nnnn ssss uuuu ssss aaaa eeeee ssss rrr rrr ssss mmmm mmmm mmmm eeeee rrr rrr aaaa nnnn ssss nnnn rrr ssss aaaa ttt oooo nnnn aaaa rrr rrr ssss oooo iii aaaa iii nnnn ssss uuuu ssss iii aaaa iii eeeee oooo ttt oooo ttt iii mmmm eeeee aaaa ssss ssss ssss mmmm rrr mmmm aaaa eeeee rrr oooo ssss aaaa ttt eeeee aaaa eeeee uuuu aaaa oooo oooo mmmm eeeee eeeee eeeee ssss nnnn uuuu mmmm iii rrr ttt oooo aaaa ssss eeeee aaaa oooo ttt eeeee ssss iii aaaa ssss ttt aaaa rrr nnnn oooo ttt mmmm aaaa ttt oooo eeeee ssss oooo ssss oooo iii oooo aaaa eeeee nnnn eeeee ttt nnnn ssss rrr eeeee uuuu mmmm nnnn aaaa ssss oooo ttt iii oooo eeeee ttt aaaa eeeee eeeee aaaa iii eeeee nnnn uuuu rrr oooo rrr eeeee ttt ttt rrr oooo mmmm rrr uuuu eeeee ttt ttt nnnn iii ttt ttt eeeee eeeee uuuu mmmm ttt oooo mmmm ssss ssss ssss rrr rrr rrr mmmm oooo eeeee iii oooo eeeee ttt aaaa ssss oooo aaaa oooo iii rrr ttt iii mmmm aaaa nnnn rrr rrr uuuu iii eeeee rrr mmmm rrr aaaa rrr rrr nnnn oooo mmmm aaaa oooo ttt nnnn oooo mmmm eeeee nnnn rrr ssss iii ssss eeeee uuuu ttt ttt nnnn nnnn ssss eeeee uuuu nnnn nnnn oooo oooo oooo uuuu ttt oooo mmmm uuuu aaaa rrr eeeee iii nnnn ssss ttt mmmm mmmm eeeee iii mmmm rrr ssss mmmm mmmm rrr aaaa uuuu aaaa ttt ssss mmmm iii eeeee mmmm oooo aaaa uuuu rrr oooo eeeee nnnn nnnn iii mmmm eeeee ttt rrr oooo ttt rrr oooo uuuu iii ssss iii eeeee mmmm ttt nnnn rrr aaaa iii oooo mmmm aaaa ttt aaaa uuuu mmmm oooo nnnn oooo ttt eeeee eeeee eeeee mmmm rrr aaaa oooo uuuu nnnn ttt oooo rrr ssss rrr iii ssss ssss nnnn rrr aaaa ssss uuuu nnnn aaaa mmmm nnnn nnnn uuuu ssss ttt nnnn eeeee nnnn mmmm aaaa eeeee nnnn ssss uuuu ssss mmmm eeeee nnnn nnnn mmmm mmmm iii eeeee ssss eeeee ssss iii eeeee iii ttt ssss nnnn eeeee oooo nnnn rrr nnnn ttt uuuu rrr oooo mmmm eeeee nnnn oooo uuuu aaaa aaaa aaaa rrr uuuu iii ttt rrr mmmm ssss ttt ttt mmmm eeeee rrr aaaa uuuu ssss iii nnnn eeeee eeeee iii mmmm iii nnnn ttt eeeee ssss iii eeeee aaaa mmmm ttt mmmm nnnn eeeee ssss nnnn rrr ttt aaaa uuuu uuuu ssss uuuu iii ttt iii ssss oooo mmmm mmmm aaaa nnnn nnnn ttt nnnn nnnn uuuu iii ssss rrr iii mmmm rrr aaaa oooo eeeee rrr mmmm uuuu ttt iii iii uuuu iii rrr oooo eeeee ttt ttt ssss aaaa aaaa ssss uuuu eeeee uuuu rrr aaaa oooo uuuu ssss ssss aaaa mmmm uuuu eeeee nnnn nnnn ttt iii aaaa eeeee rrr ssss iii mmmm uuuu eeeee rrr oooo ssss rrr iii oooo iii iii uuuu rrr eeeee oooo nnnn eeeee aaaa aaaa mmmm oooo ttt oooo oooo eeeee ttt mmmm ssss ttt mmmm mmmm mmmm mmmm mmmm mmmm aaaa uuuu mmmm uuuu rrr ssss oooo eeeee nnnn rrr oooo mmmm uuuu oooo ssss rrr oooo aaaa aaaa rrr uuuu nnnn ssss iii ssss eeeee eeeee iii oooo nnnn ttt rrr rrr eeeee eeeee uuuu eeeee iii ttt rrr uuuu rrr aaaa nnnn aaaa aaaa ssss rrr ssss oooo ssss iii uuuu eeeee nnnn aaaa ssss rrr nnnn uuuu rrr uuuu ssss iii aaaa rrr eeeee nnnn mmmm eeeee iii ssss ttt ssss rrr rrr rrr iii uuuu ssss ssss iii rrr nnnn mmmm aaaa eeeee rrr ttt ttt iii ssss uuuu mmmm rrr uuuu aaaa rrr aaaa rrr uuuu uuuu aaaa oooo aaaa mmmm nnnn uuuu uuuu iii iii ttt rrr iii mmmm oooo eeeee uuuu aaaa ssss mmmm uuuu oooo oooo eeeee uuuu iii rrr ttt aaaa nnnn oooo iii rrr mmmm ssss mmmm rrr iii mmmm oooo eeeee aaaa uuuu oooo mmmm rrr nnnn ttt mmmm oooo aaaa oooo nnnn iii ttt oooo mmmm oooo uuuu aaaa oooo mmmm ssss iii ssss aaaa nnnn mmmm ttt eeeee ssss ttt eeeee uuuu uuuu ssss eeeee aaaa aaaa rrr rrr ssss mmmm rrr rrr nnnn mmmm ttt mmmm mmmm oooo nnnn oooo iii oooo iii rrr eeeee ssss oooo iii oooo rrr rrr nnnn rrr eeeee rrr mmmm nnnn iii nnnn mmmm rrr ttt eeeee mmmm oooo ssss rrr nnnn rrr nnnn aaaa ssss eeeee rrr nnnn nnnn oooo rrr mmmm iii eeeee eeeee oooo ttt aaaa mmmm nnnn nnnn oooo oooo eeeee iii mmmm oooo rrr eeeee ssss ttt rrr aaaa aaaa uuuu ttt oooo mmmm uuuu uuuu ttt rrr iii ttt rrr oooo iii rrr rrr uuuu oooo eeeee uuuu mmmm iii oooo oooo mmmm ttt nnnn iii aaaa ssss nnnn eeeee oooo aaaa ssss oooo mmmm ttt nnnn mmmm iii iii mmmm oooo ttt eeeee rrr uuuu iii rrr nnnn oooo <box>844 68 954 1642</box>
price-line: 7s 11d, 8s 6d, 8s 11d, 9s 11d. <box>731 1197 831 1220</box>
subheading: A. HOLLINGWORTH—Proprietor. <box>503 111 586 131</box>
ad-after-exhibition <box>490 1574 599 1916</box>
ad-trumpet <box>963 30 1104 334</box>
ad-headline: 10 TANKS 10 <box>378 73 475 120</box>
ad-headline: C. O. HAWKE <box>848 1946 950 1964</box>
body-text: aaaa ttt ssss nnnn ttt iii ssss nnnn ssss iii rrr oooo oooo iii nnnn rrr nnnn rrr rrr ttt eeeee nnnn uuuu mmmm eeeee ttt ssss eeeee mmmm ssss iii oooo iii nnnn aaaa iii ttt ttt uuuu uuuu mmmm aaaa uuuu iii aaaa nnnn ssss iii uuuu mmmm ssss uuuu ttt aaaa eeeee oooo iii oooo uuuu uuuu iii mmmm iii ttt rrr rrr iii nnnn oooo ssss nnnn aaaa ttt aaaa uuuu iii ttt eeeee ttt iii nnnn aaaa oooo ttt ttt rrr ttt rrr rrr aaaa nnnn rrr rrr mmmm ssss aaaa nnnn ttt ttt mmmm rrr iii nnnn rrr oooo ttt eeeee eeeee iii ttt aaaa aaaa eeeee oooo iii mmmm eeeee aaaa aaaa uuuu eeeee nnnn ssss rrr eeeee nnnn ssss iii oooo uuuu uuuu ttt aaaa rrr ttt uuuu ttt rrr aaaa uuuu iii ssss rrr ttt oooo uuuu ttt eeeee iii ttt ssss eeeee rrr rrr uuuu ssss aaaa oooo nnnn uuuu mmmm iii oooo rrr ttt aaaa uuuu oooo ssss iii ssss aaaa mmmm ttt aaaa eeeee ttt nnnn oooo mmmm <box>608 138 718 348</box>
body-text: aaaa ttt oooo aaaa nnnn ssss uuuu rrr iii mmmm iii aaaa eeeee iii aaaa rrr iii ssss nnnn ttt eeeee iii nnnn nnnn aaaa ttt eeeee uuuu nnnn eeeee uuuu ssss oooo mmmm oooo oooo ssss oooo ttt nnnn nnnn aaaa mmmm eeeee nnnn ssss oooo nnnn iii ttt ttt oooo uuuu oooo nnnn aaaa eeeee ttt mmmm ttt iii oooo ttt rrr rrr oooo oooo uuuu ttt eeeee mmmm oooo iii rrr ssss iii oooo nnnn oooo nnnn aaaa ttt oooo eeeee nnnn uuuu ttt uuuu nnnn aaaa oooo ttt uuuu uuuu iii eeeee mmmm iii nnnn eeeee mmmm oooo eeeee ttt oooo eeeee nnnn eeeee uuuu iii nnnn iii nnnn eeeee rrr ssss ssss oooo eeeee nnnn iii ssss aaaa oooo mmmm mmmm mmmm uuuu rrr oooo ssss eeeee rrr oooo mmmm mmmm iii iii aaaa eeeee rrr mmmm ttt ssss mmmm rrr rrr mmmm nnnn eeeee rrr oooo eeeee eeeee aaaa oooo iii mmmm ttt rrr aaaa rrr mmmm aaaa nnnn nnnn iii nnnn rrr ssss aaaa iii aaaa ttt eeeee ssss iii eeeee rrr ssss ttt ttt mmmm rrr oooo uuuu mmmm aaaa oooo aaaa aaaa uuuu nnnn nnnn ttt iii ttt mmmm <box>962 99 1104 290</box>
ad-white-hart <box>608 417 717 644</box>
article-awakened-russia <box>10 585 119 863</box>
body-text: nnnn oooo oooo rrr oooo mmmm oooo aaaa rrr ttt aaaa oooo rrr nnnn mmmm nnnn ttt aaaa nnnn mmmm oooo iii nnnn ttt ssss iii iii mmmm aaaa ttt nnnn oooo ssss rrr aaaa mmmm uuuu rrr aaaa aaaa iii ssss iii eeeee ssss nnnn iii uuuu uuuu rrr mmmm eeeee nnnn eeeee <box>608 1724 718 1798</box>
ad-subheadline: New Plymouth. <box>267 1525 350 1540</box>
ad-bentley <box>608 358 717 406</box>
ad-for-sale <box>490 923 599 1043</box>
ad-headline: Cheap Farms. <box>496 1361 594 1379</box>
body-text: ttt eeeee mmmm rrr mmmm rrr mmmm iii iii ssss nnnn mmmm eeeee aaaa iii ssss uuuu uuuu uuuu oooo nnnn ssss aaaa rrr nnnn aaaa ttt uuuu eeeee eeeee iii rrr nnnn uuuu oooo aaaa uuuu nnnn nnnn ttt uuuu rrr nnnn ssss rrr nnnn iii ssss eeeee uuuu oooo nnnn iii nnnn uuuu iii mmmm mmmm eeeee mmmm mmmm aaaa iii eeeee iii oooo rrr aaaa eeeee rrr nnnn aaaa oooo ssss uuuu nnnn ssss oooo uuuu iii ssss iii eeeee ttt mmmm mmmm oooo eeeee ssss uuuu <box>490 1735 600 1854</box>
body-text: uuuu ttt iii uuuu oooo aaaa rrr eeeee aaaa rrr nnnn uuuu iii ssss nnnn nnnn nnnn iii uuuu nnnn iii nnnn mmmm iii nnnn rrr ttt eeeee nnnn nnnn eeeee rrr ssss eeeee ttt uuuu ttt iii rrr rrr eeeee nnnn uuuu nnnn uuuu iii nnnn nnnn nnnn oooo nnnn eeeee eeeee rrr aaaa aaaa mmmm rrr aaaa ttt oooo ttt mmmm iii uuuu nnnn ttt nnnn aaaa eeeee ttt aaaa rrr aaaa oooo nnnn ssss iii eeeee aaaa mmmm eeeee oooo mmmm iii iii ttt nnnn rrr oooo <box>608 2119 718 2229</box>
ad-nz-railways <box>254 580 363 869</box>
column-4 <box>368 26 486 1938</box>
ad-north-egmont <box>254 880 363 1160</box>
body-text: uuuu uuuu aaaa eeeee mmmm oooo aaaa eeeee eeeee uuuu iii oooo mmmm ssss iii nnnn iii uuuu ttt nnnn iii iii rrr iii eeeee rrr iii uuuu eeeee ttt ttt nnnn uuuu rrr uuuu rrr ssss eeeee rrr iii iii nnnn mmmm uuuu aaaa uuuu rrr ttt aaaa aaaa eeeee nnnn iii aaaa eeeee eeeee ttt eeeee ssss oooo oooo ssss aaaa ttt uuuu oooo nnnn ttt ssss mmmm ttt oooo uuuu eeeee iii rrr ssss rrr eeeee rrr iii oooo ssss aaaa oooo nnnn ttt ttt nnnn ttt iii rrr mmmm uuuu ssss ssss ttt ttt rrr iii rrr rrr rrr eeeee uuuu aaaa iii uuuu uuuu mmmm iii ssss iii mmmm rrr rrr mmmm mmmm oooo ttt ssss eeeee mmmm nnnn aaaa ttt rrr oooo ttt rrr rrr rrr aaaa ssss ssss ssss nnnn iii uuuu eeeee uuuu oooo ssss oooo aaaa eeeee mmmm oooo uuuu iii ttt ttt rrr nnnn aaaa uuuu nnnn rrr ttt nnnn ssss aaaa oooo uuuu rrr rrr aaaa aaaa mmmm mmmm oooo aaaa oooo eeeee rrr nnnn ssss aaaa aaaa rrr ttt eeeee eeeee aaaa nnnn aaaa mmmm nnnn nnnn ttt uuuu ssss eeeee ttt eeeee ttt eeeee ttt <box>253 924 363 1161</box>
ad-subheadline: Thomas Bransgrove's <box>618 1801 708 1837</box>
body-text: rrr aaaa ssss nnnn rrr iii mmmm iii mmmm aaaa oooo ssss uuuu eeeee ttt ssss oooo mmmm nnnn eeeee aaaa oooo aaaa oooo uuuu ttt rrr nnnn ssss rrr oooo eeeee eeeee rrr eeeee uuuu uuuu mmmm eeeee eeeee ttt uuuu oooo rrr eeeee oooo aaaa ttt aaaa rrr ttt oooo ttt oooo ssss aaaa mmmm oooo uuuu nnnn iii iii eeeee nnnn eeeee rrr rrr nnnn nnnn nnnn rrr iii eeeee nnnn ssss nnnn mmmm nnnn mmmm aaaa eeeee aaaa mmmm ssss ttt uuuu iii aaaa ssss nnnn uuuu aaaa rrr iii mmmm nnnn ssss ssss nnnn oooo oooo ttt eeeee ssss aaaa oooo uuuu oooo eeeee ttt oooo oooo uuuu mmmm mmmm ssss uuuu uuuu rrr mmmm oooo rrr ssss uuuu mmmm rrr <box>10 938 120 1112</box>
body-text: ttt nnnn aaaa uuuu eeeee nnnn ttt oooo rrr mmmm uuuu nnnn uuuu rrr rrr ttt nnnn nnnn eeeee mmmm nnnn ssss rrr ssss eeeee eeeee mmmm ttt aaaa ttt iii iii iii ssss iii nnnn oooo ttt aaaa eeeee nnnn uuuu ttt oooo oooo iii mmmm iii ttt aaaa iii rrr aaaa nnnn nnnn aaaa uuuu uuuu uuuu rrr nnnn nnnn iii mmmm aaaa mmmm nnnn aaaa iii oooo ssss uuuu iii nnnn nnnn iii ssss eeeee eeeee eeeee mmmm aaaa ttt aaaa eeeee iii eeeee rrr ssss oooo ssss oooo eeeee uuuu rrr iii aaaa aaaa aaaa uuuu nnnn uuuu iii rrr nnnn ssss aaaa iii oooo rrr iii rrr oooo iii ssss ssss uuuu rrr rrr rrr aaaa mmmm ttt ttt eeeee mmmm oooo aaaa iii aaaa rrr eeeee ssss ssss rrr iii eeeee iii aaaa ssss iii nnnn mmmm ssss <box>371 1603 482 1777</box>
body-text: ssss rrr eeeee ssss rrr oooo eeeee aaaa ssss iii aaaa eeeee nnnn oooo eeeee uuuu iii mmmm nnnn nnnn ttt eeeee rrr nnnn ttt mmmm iii nnnn nnnn mmmm aaaa uuuu iii ssss ssss mmmm ssss uuuu rrr mmmm mmmm aaaa eeeee aaaa nnnn ttt ssss oooo uuuu uuuu aaaa rrr ttt mmmm uuuu ssss ssss ssss ttt oooo ssss ttt ttt eeeee nnnn rrr rrr uuuu iii oooo uuuu ttt rrr eeeee uuuu nnnn aaaa uuuu ttt nnnn iii ttt iii oooo aaaa ttt eeeee rrr ttt ssss iii ttt mmmm aaaa nnnn mmmm mmmm eeeee uuuu rrr oooo nnnn ssss oooo nnnn ssss oooo eeeee aaaa eeeee nnnn uuuu oooo mmmm nnnn iii eeeee aaaa ttt iii oooo iii ttt uuuu ssss uuuu aaaa oooo rrr rrr nnnn uuuu nnnn iii ssss ttt uuuu ssss ssss nnnn aaaa nnnn eeeee aaaa aaaa mmmm nnnn eeeee aaaa oooo mmmm iii ttt uuuu mmmm ttt aaaa oooo mmmm rrr uuuu uuuu iii rrr uuuu iii ttt aaaa ttt rrr mmmm mmmm uuuu ttt eeeee rrr aaaa rrr aaaa eeeee nnnn eeeee oooo aaaa mmmm rrr ssss mmmm nnnn mmmm oooo ttt nnnn ssss uuuu rrr mmmm ssss ttt iii iii iii nnnn ttt eeeee oooo nnnn uuuu aaaa oooo oooo uuuu nnnn nnnn iii ttt <box>494 131 596 431</box>
body-text: mmmm iii iii ttt oooo ssss uuuu ttt ttt oooo nnnn eeeee oooo nnnn ssss rrr nnnn nnnn ttt aaaa rrr ttt uuuu eeeee ssss ssss uuuu oooo mmmm eeeee iii aaaa mmmm rrr ssss iii aaaa ssss uuuu oooo mmmm uuuu eeeee eeeee ttt ssss oooo rrr mmmm ttt eeeee nnnn uuuu ssss nnnn ssss aaaa ssss nnnn iii uuuu uuuu ttt iii iii mmmm ssss nnnn aaaa uuuu eeeee oooo <box>490 1091 600 1183</box>
body-text: iii ssss oooo uuuu aaaa iii rrr ssss iii oooo aaaa eeeee mmmm aaaa aaaa eeeee nnnn iii nnnn oooo iii ttt ssss uuuu ttt eeeee iii ssss eeeee rrr ssss uuuu ttt nnnn aaaa ssss oooo ssss mmmm ssss ssss iii iii uuuu eeeee aaaa uuuu mmmm rrr nnnn mmmm uuuu ttt oooo rrr aaaa aaaa iii ssss uuuu uuuu aaaa nnnn rrr aaaa ttt ssss eeeee rrr ssss nnnn ttt oooo eeeee mmmm nnnn iii rrr eeeee uuuu uuuu ttt nnnn iii mmmm iii rrr eeeee rrr oooo mmmm mmmm eeeee oooo rrr aaaa oooo rrr aaaa iii aaaa mmmm eeeee eeeee rrr ttt eeeee ssss eeeee oooo ssss rrr uuuu ssss uuuu aaaa nnnn uuuu ttt aaaa aaaa eeeee nnnn eeeee eeeee iii aaaa rrr ttt ssss ssss oooo nnnn oooo ssss eeeee nnnn ttt oooo nnnn uuuu ssss rrr nnnn ssss oooo uuuu mmmm nnnn oooo rrr ttt mmmm ssss eeeee rrr oooo ttt ssss uuuu mmmm oooo ssss nnnn uuuu rrr ssss oooo rrr ttt eeeee uuuu iii iii oooo aaaa rrr nnnn oooo rrr ssss iii ttt iii uuuu aaaa nnnn ttt ssss mmmm iii aaaa ssss nnnn ttt eeeee eeeee oooo iii ssss oooo aaaa rrr rrr uuuu ssss oooo nnnn eeeee ssss iii ssss rrr eeeee uuuu mmmm rrr oooo aaaa aaaa iii uuuu oooo iii ttt nnnn nnnn ssss nnnn mmmm ssss eeeee iii eeeee uuuu ttt nnnn aaaa aaaa aaaa eeeee nnnn ttt mmmm uuuu aaaa ttt eeeee uuuu nnnn ttt aaaa aaaa oooo ttt eeeee ssss mmmm uuuu oooo oooo ttt ssss eeeee eeeee ssss nnnn uuuu nnnn ssss mmmm ssss eeeee nnnn aaaa iii iii rrr aaaa aaaa rrr mmmm ttt oooo rrr ssss eeeee oooo aaaa iii oooo ttt iii ttt ttt oooo eeeee rrr oooo ssss rrr ttt eeeee eeeee aaaa ssss uuuu nnnn nnnn iii rrr mmmm rrr mmmm uuuu ttt nnnn rrr aaaa ttt rrr ttt ssss aaaa nnnn ttt eeeee uuuu uuuu rrr iii eeeee aaaa rrr iii oooo oooo oooo nnnn eeeee aaaa eeeee eeeee eeeee aaaa eeeee aaaa eeeee ssss aaaa mmmm ssss oooo nnnn uuuu aaaa uuuu ssss iii mmmm iii ttt ssss ssss mmmm eeeee oooo ssss iii mmmm uuuu iii uuuu eeeee ssss uuuu eeeee ssss aaaa rrr ssss uuuu aaaa rrr oooo ssss oooo rrr mmmm ssss uuuu uuuu eeeee nnnn mmmm nnnn iii aaaa ssss nnnn uuuu nnnn ssss ssss mmmm iii mmmm ttt ttt aaaa ttt eeeee ssss ssss eeeee oooo iii rrr rrr ttt iii iii nnnn iii uuuu ttt ssss mmmm eeeee eeeee rrr uuuu nnnn ttt rrr rrr iii aaaa rrr rrr rrr iii oooo ttt eeeee iii oooo eeeee oooo rrr oooo uuuu uuuu nnnn aaaa nnnn ttt uuuu rrr eeeee aaaa oooo uuuu ttt mmmm rrr nnnn iii iii uuuu aaaa mmmm aaaa ssss iii aaaa nnnn nnnn rrr aaaa aaaa mmmm rrr uuuu iii aaaa uuuu oooo mmmm oooo aaaa mmmm uuuu mmmm uuuu uuuu ttt rrr mmmm rrr eeeee oooo ssss ssss <box>726 398 836 1026</box>
headline: COMMERCIAL <box>128 30 245 47</box>
headline: Anthrax in Tasmania. <box>27 1463 103 1499</box>
columns <box>6 26 1108 2268</box>
ad-bransgrove <box>608 1687 717 2049</box>
column-3 <box>250 26 368 1960</box>
subheading: The Distribution of Socialist Literature. <box>16 622 113 643</box>
body-text: ssss uuuu oooo eeeee uuuu aaaa oooo eeeee ttt aaaa eeeee uuuu uuuu aaaa rrr eeeee rrr eeeee eeeee uuuu iii rrr mmmm nnnn iii uuuu ttt iii nnnn oooo aaaa ttt aaaa rrr ssss aaaa uuuu uuuu mmmm mmmm nnnn ssss mmmm ssss oooo rrr oooo ssss nnnn nnnn oooo mmmm mmmm ssss iii ttt ssss ttt mmmm nnnn aaaa nnnn aaaa uuuu eeeee eeeee aaaa rrr uuuu oooo rrr ssss uuuu ssss mmmm aaaa uuuu iii uuuu aaaa rrr ssss ttt uuuu uuuu eeeee uuuu eeeee eeeee ssss <box>962 414 1104 506</box>
ad-headline: For Sale <box>516 922 574 940</box>
masthead <box>6 0 1108 26</box>
subheading: BOOT ARCADE <box>1005 404 1062 415</box>
ad-headline: North Egmont Mountain House and Cottage. <box>263 880 353 923</box>
body-text: eeeee aaaa ssss iii nnnn nnnn ttt aaaa ssss mmmm rrr aaaa eeeee aaaa nnnn rrr ttt uuuu nnnn ssss eeeee iii eeeee ttt ssss eeeee oooo mmmm mmmm iii mmmm uuuu aaaa rrr eeeee rrr ttt oooo mmmm eeeee iii iii rrr mmmm oooo uuuu ttt eeeee oooo rrr ttt mmmm oooo iii iii ssss ssss rrr aaaa uuuu ttt ssss ssss oooo aaaa rrr rrr iii mmmm ttt mmmm aaaa uuuu aaaa rrr mmmm iii eeeee eeeee nnnn iii iii mmmm uuuu oooo ssss nnnn aaaa rrr aaaa iii eeeee ssss ssss eeeee oooo oooo ssss rrr nnnn ssss aaaa nnnn oooo rrr rrr iii aaaa oooo mmmm uuuu rrr nnnn uuuu nnnn uuuu ttt ssss mmmm nnnn iii oooo nnnn oooo iii iii mmmm oooo rrr oooo ttt nnnn eeeee rrr iii nnnn eeeee ssss ssss ssss mmmm rrr iii nnnn rrr rrr iii rrr iii rrr aaaa iii uuuu aaaa ssss mmmm oooo iii ttt aaaa eeeee ttt eeeee oooo aaaa aaaa uuuu rrr ssss aaaa eeeee ttt ttt eeeee ttt rrr aaaa ttt nnnn aaaa iii nnnn aaaa ttt iii nnnn ssss aaaa ssss nnnn uuuu aaaa ttt ttt rrr mmmm uuuu mmmm eeeee iii aaaa mmmm ttt uuuu aaaa aaaa uuuu rrr uuuu ssss oooo iii oooo rrr aaaa iii rrr ssss eeeee nnnn mmmm oooo eeeee eeeee mmmm eeeee ttt oooo aaaa uuuu rrr rrr nnnn ttt uuuu oooo nnnn nnnn rrr iii nnnn nnnn nnnn eeeee ssss oooo rrr eeeee aaaa rrr ssss nnnn ssss ttt ttt mmmm iii uuuu oooo ttt nnnn rrr iii ssss ttt ssss ttt mmmm mmmm eeeee <box>371 172 482 509</box>
ad-signature: CHARLES CLARKE, <box>632 615 694 644</box>
ad-headline: A Good Two Foot Rule <box>265 1171 351 1207</box>
ad-signature: BEWLEY AND GRIFFITHS <box>739 1030 824 1058</box>
body-text: ttt aaaa eeeee mmmm oooo uuuu uuuu nnnn uuuu nnnn eeeee ttt mmmm oooo mmmm uuuu aaaa ttt iii iii ttt oooo ssss eeeee iii oooo oooo uuuu uuuu aaaa aaaa ttt nnnn ssss ttt uuuu ttt rrr rrr iii aaaa ssss ttt nnnn aaaa aaaa iii rrr ttt uuuu rrr eeeee uuuu ttt rrr uuuu ssss mmmm eeeee uuuu rrr aaaa nnnn nnnn uuuu oooo nnnn uuuu nnnn ttt mmmm oooo aaaa aaaa uuuu aaaa mmmm nnnn iii oooo oooo ssss rrr rrr iii ttt mmmm eeeee mmmm aaaa ssss nnnn nnnn uuuu ssss rrr ssss uuuu rrr mmmm aaaa ssss aaaa ssss ttt ssss uuuu rrr ttt ssss rrr eeeee nnnn rrr oooo mmmm ssss eeeee ssss uuuu ssss iii aaaa uuuu oooo ttt ttt uuuu rrr ssss ssss nnnn oooo nnnn uuuu aaaa oooo rrr aaaa mmmm nnnn nnnn iii eeeee oooo rrr nnnn oooo mmmm uuuu ssss mmmm rrr oooo oooo eeeee iii ssss oooo eeeee nnnn ttt ssss aaaa mmmm ttt eeeee oooo iii uuuu eeeee oooo oooo iii rrr nnnn rrr eeeee ssss nnnn <box>730 107 832 353</box>
body-text: mmmm ssss eeeee uuuu aaaa oooo ssss ttt aaaa ssss oooo nnnn rrr ttt mmmm uuuu iii ssss nnnn mmmm eeeee rrr mmmm ssss ssss ttt ttt ttt ttt eeeee rrr iii ssss nnnn nnnn rrr mmmm eeeee eeeee iii iii iii aaaa oooo mmmm mmmm ttt aaaa mmmm mmmm rrr rrr ttt ssss uuuu aaaa nnnn aaaa oooo rrr iii ssss rrr mmmm oooo aaaa ttt aaaa oooo eeeee iii mmmm oooo oooo uuuu aaaa uuuu uuuu nnnn iii eeeee mmmm ssss aaaa ssss uuuu mmmm rrr ttt eeeee eeeee oooo ssss iii mmmm iii ttt mmmm rrr uuuu eeeee iii rrr eeeee eeeee nnnn rrr aaaa mmmm oooo rrr rrr mmmm mmmm iii oooo rrr oooo mmmm rrr ttt aaaa aaaa uuuu aaaa ssss <box>490 1381 600 1545</box>
ad-headline: BUTTERWORTH'S <box>962 1110 1104 1128</box>
notice-acclimatisation <box>963 646 1104 1099</box>
column-5 <box>486 26 604 1917</box>
ad-headline: Bewley & Griffiths <box>747 360 815 396</box>
ad-kicker: DON'T MISS <box>986 516 1081 534</box>
ad-subheadline: SALE PRICES <box>981 79 1086 96</box>
ad-headline: Boarding-House for Sale. <box>493 1053 597 1089</box>
ad-russell-son <box>490 1194 599 1350</box>
ad-headline: Washing Made Easy <box>611 2059 715 2095</box>
ad-signature: A. L. TUKE, <box>510 1548 579 1563</box>
ad-subheadline: Your Money's Worth <box>985 560 1082 596</box>
column-6 <box>604 26 722 2229</box>
body-text: uuuu mmmm oooo mmmm aaaa mmmm mmmm iii oooo eeeee uuuu eeeee nnnn ssss rrr nnnn uuuu oooo ssss nnnn iii mmmm oooo ssss oooo nnnn oooo rrr oooo rrr ttt uuuu aaaa mmmm eeeee uuuu rrr mmmm mmmm ttt oooo nnnn eeeee oooo ssss mmmm iii mmmm eeeee rrr oooo ttt ssss mmmm <box>253 180 363 263</box>
body-text: mmmm uuuu uuuu mmmm ttt nnnn iii aaaa rrr aaaa aaaa ssss ttt mmmm uuuu ssss ssss eeeee aaaa oooo eeeee oooo oooo iii ttt mmmm uuuu nnnn mmmm eeeee nnnn nnnn uuuu rrr ttt rrr ttt iii oooo eeeee aaaa oooo nnnn eeeee ssss oooo iii ttt aaaa nnnn uuuu ttt ttt nnnn nnnn nnnn mmmm ttt rrr ttt iii ssss nnnn rrr oooo eeeee oooo mmmm ttt rrr ttt uuuu eeeee ssss nnnn eeeee ttt uuuu ssss ttt ssss ssss mmmm oooo ttt ttt ssss ssss oooo ssss iii nnnn rrr ssss eeeee uuuu ssss uuuu mmmm uuuu rrr mmmm uuuu ssss eeeee uuuu aaaa rrr iii aaaa eeeee uuuu ttt ttt ssss uuuu iii rrr eeeee rrr ttt rrr uuuu nnnn eeeee oooo iii ttt rrr nnnn rrr oooo ssss uuuu ssss eeeee eeeee iii oooo ttt iii rrr uuuu rrr rrr mmmm mmmm nnnn aaaa iii iii oooo ttt iii rrr iii aaaa eeeee uuuu eeeee aaaa ssss mmmm nnnn ttt rrr oooo nnnn nnnn aaaa ttt iii mmmm iii eeeee oooo eeeee rrr mmmm ttt oooo rrr aaaa nnnn ttt oooo ttt rrr ttt eeeee ttt eeeee uuuu nnnn ssss nnnn iii mmmm eeeee rrr nnnn uuuu ttt rrr iii ttt oooo nnnn aaaa nnnn aaaa eeeee ttt uuuu oooo rrr ttt mmmm ssss oooo ttt ssss uuuu eeeee ssss ttt nnnn uuuu uuuu aaaa uuuu ssss uuuu rrr eeeee ttt nnnn iii ssss mmmm eeeee ttt eeeee aaaa ssss aaaa eeeee aaaa mmmm rrr nnnn nnnn oooo ssss iii mmmm iii rrr ssss nnnn mmmm nnnn mmmm nnnn ssss aaaa uuuu ttt nnnn mmmm uuuu rrr oooo aaaa nnnn iii uuuu iii aaaa aaaa iii aaaa uuuu aaaa ttt rrr nnnn ttt nnnn oooo uuuu uuuu ttt aaaa nnnn ssss mmmm uuuu ssss uuuu mmmm eeeee ssss ssss mmmm aaaa rrr rrr mmmm eeeee eeeee aaaa nnnn oooo iii eeeee ttt rrr mmmm mmmm eeeee uuuu ttt nnnn eeeee ssss mmmm aaaa oooo iii nnnn oooo ttt aaaa uuuu aaaa mmmm oooo mmmm nnnn ssss ssss rrr uuuu uuuu oooo nnnn rrr nnnn ssss mmmm oooo uuuu ssss uuuu eeeee aaaa rrr rrr nnnn nnnn nnnn ttt ttt iii mmmm uuuu aaaa rrr oooo ttt oooo oooo ttt mmmm eeeee ttt aaaa uuuu rrr aaaa ttt ssss oooo ssss eeeee rrr oooo oooo oooo iii rrr eeeee rrr eeeee oooo aaaa eeeee rrr ttt oooo eeeee eeeee mmmm rrr ssss iii aaaa nnnn aaaa ssss nnnn oooo uuuu rrr eeeee ttt ssss ttt ttt uuuu ssss nnnn iii nnnn iii ssss ttt uuuu uuuu mmmm nnnn oooo rrr iii iii oooo rrr iii nnnn mmmm rrr oooo nnnn nnnn uuuu mmmm ssss rrr nnnn nnnn mmmm ttt nnnn ssss aaaa ttt aaaa oooo ttt rrr oooo aaaa mmmm mmmm rrr iii mmmm aaaa oooo nnnn oooo iii ttt rrr uuuu iii iii ssss eeeee ttt mmmm mmmm ttt iii uuuu ttt eeeee iii rrr nnnn uuuu iii rrr uuuu uuuu mmmm ttt mmmm uuuu uuuu rrr iii oooo mmmm uuuu ssss ssss oooo mmmm ssss iii iii eeeee rrr rrr rrr oooo oooo ssss eeeee iii nnnn eeeee oooo mmmm rrr mmmm oooo aaaa ttt ssss iii aaaa rrr aaaa iii uuuu nnnn mmmm <box>608 980 718 1644</box>
ad-bewley-griffiths <box>726 361 835 1058</box>
ad-subheadline: Bonedust. Bonedust. <box>872 1968 926 1997</box>
ad-clothing <box>726 1069 835 1261</box>
body-text: rrr rrr nnnn uuuu eeeee uuuu aaaa oooo eeeee eeeee uuuu iii ttt nnnn uuuu iii uuuu mmmm iii oooo eeeee iii uuuu mmmm oooo uuuu oooo oooo nnnn ttt uuuu mmmm oooo oooo ttt oooo aaaa rrr iii oooo aaaa mmmm ttt mmmm rrr mmmm eeeee nnnn mmmm oooo iii mmmm oooo eeeee aaaa ssss iii mmmm uuuu mmmm ttt mmmm aaaa eeeee iii iii mmmm iii mmmm rrr iii uuuu <box>962 1148 1104 1231</box>
body-text: rrr mmmm rrr oooo aaaa nnnn uuuu eeeee aaaa aaaa ttt oooo oooo aaaa rrr mmmm oooo iii oooo uuuu oooo iii iii ssss iii ttt eeeee rrr iii aaaa nnnn ssss iii oooo uuuu aaaa <box>726 1608 836 1654</box>
article-lead: LONDON, Feb. 8. French newspapers state that a vast quantity of Socialist literature is being distributed in the Russian army. <box>10 642 120 689</box>
ad-headline: Do You Know That BAKER & CO. <box>497 473 592 527</box>
ad-kicker: GRAND MATINEE. THE WILLIAMSON BIO-TABLEAU <box>262 26 355 56</box>
subheading: JUST ARRIVED— <box>394 60 459 70</box>
article-russian-conciliation <box>10 874 119 1111</box>
ad-headline: J. H. BENTLEY, <box>623 358 703 394</box>
body-text: aaaa ssss oooo mmmm mmmm iii uuuu rrr mmmm aaaa ssss uuuu rrr oooo oooo ssss ttt ssss uuuu iii nnnn oooo ttt oooo eeeee ssss oooo nnnn nnnn ssss ssss oooo oooo rrr uuuu ssss eeeee nnnn aaaa eeeee ssss mmmm ssss mmmm iii oooo aaaa nnnn uuuu oooo oooo ttt mmmm iii ssss oooo ttt ttt eeeee nnnn uuuu rrr mmmm rrr uuuu ssss rrr oooo ssss rrr mmmm rrr <box>490 1611 600 1712</box>
ad-subheadline: R. J. DEARE'S <box>980 384 1086 402</box>
ad-biscuits <box>726 1588 835 1671</box>
ad-headline: New Season's <box>380 1787 473 1805</box>
subheading: DRAPER, Devon Street. <box>621 396 704 407</box>
ad-signature: HERBERT'S <box>987 293 1079 311</box>
body-text: nnnn ttt aaaa uuuu rrr ttt mmmm eeeee mmmm mmmm oooo ssss mmmm ttt mmmm oooo uuuu ssss eeeee iii ttt iii uuuu mmmm eeeee ssss ssss iii nnnn nnnn eeeee oooo uuuu nnnn uuuu iii aaaa mmmm uuuu ttt aaaa mmmm aaaa ttt nnnn ttt eeeee aaaa iii aaaa oooo aaaa oooo nnnn ssss iii mmmm rrr mmmm mmmm ssss uuuu aaaa rrr aaaa ttt iii eeeee iii ttt ssss oooo oooo ttt nnnn iii aaaa mmmm ssss uuuu ttt iii ssss mmmm iii uuuu mmmm mmmm eeeee rrr ssss nnnn mmmm ssss uuuu ttt aaaa uuuu nnnn ssss ssss rrr eeeee aaaa ssss nnnn uuuu oooo aaaa iii ttt oooo nnnn ssss eeeee oooo rrr ssss ssss rrr nnnn mmmm mmmm rrr aaaa mmmm eeeee aaaa ssss oooo eeeee rrr nnnn aaaa eeeee ssss iii rrr ttt iii iii nnnn mmmm eeeee mmmm aaaa eeeee oooo aaaa ttt oooo rrr eeeee aaaa rrr nnnn aaaa oooo oooo mmmm iii aaaa ssss aaaa uuuu aaaa aaaa eeeee eeeee ttt rrr eeeee ttt uuuu mmmm mmmm uuuu ttt oooo ssss nnnn iii iii eeeee aaaa ttt ttt eeeee mmmm nnnn iii oooo aaaa rrr nnnn aaaa uuuu oooo aaaa rrr uuuu mmmm eeeee nnnn rrr ttt ttt oooo uuuu eeeee uuuu rrr nnnn nnnn nnnn ssss uuuu uuuu rrr ssss nnnn eeeee ssss nnnn iii eeeee iii uuuu rrr rrr nnnn oooo rrr aaaa rrr aaaa aaaa nnnn ttt aaaa ttt iii mmmm ttt oooo eeeee iii nnnn uuuu nnnn nnnn eeeee iii nnnn oooo aaaa iii ssss mmmm ssss aaaa rrr mmmm oooo ssss mmmm oooo aaaa mmmm mmmm aaaa ssss ttt uuuu mmmm ssss nnnn oooo uuuu aaaa nnnn mmmm ssss oooo aaaa ttt ttt ssss aaaa uuuu ttt nnnn iii aaaa nnnn oooo rrr oooo rrr eeeee ssss iii nnnn mmmm ssss nnnn aaaa eeeee oooo eeeee ttt iii mmmm oooo aaaa uuuu rrr iii aaaa mmmm ssss rrr rrr ssss <box>253 1541 363 1960</box>
body-text: nnnn mmmm aaaa uuuu nnnn nnnn mmmm uuuu oooo uuuu uuuu ssss mmmm ssss rrr ssss eeeee nnnn rrr aaaa ssss rrr ssss nnnn nnnn mmmm nnnn rrr nnnn uuuu mmmm eeeee mmmm uuuu nnnn oooo rrr uuuu ssss aaaa mmmm mmmm nnnn mmmm iii aaaa rrr nnnn mmmm mmmm ssss nnnn uuuu eeeee rrr rrr ssss oooo iii uuuu mmmm uuuu ssss ssss rrr rrr uuuu ssss nnnn rrr aaaa oooo <box>490 942 600 1043</box>
headline: MAXIME GORKY. <box>11 1122 119 1137</box>
column-1 <box>6 26 124 2192</box>
ad-hawkes <box>845 1652 954 1768</box>
ad-subheadline: CARTHEW, PATTIE & Co. <box>622 950 703 978</box>
ad-subheadline: CARTER'S. <box>502 1715 587 1733</box>
body-text: oooo nnnn nnnn ttt ttt ttt iii aaaa ssss mmmm oooo nnnn nnnn ttt ssss mmmm rrr ssss nnnn eeeee iii uuuu aaaa aaaa oooo eeeee rrr nnnn nnnn nnnn eeeee rrr aaaa mmmm rrr uuuu eeeee iii ssss ttt rrr nnnn uuuu mmmm ttt mmmm iii nnnn aaaa ssss iii uuuu nnnn nnnn aaaa iii ttt oooo oooo ssss mmmm oooo rrr uuuu ssss uuuu ssss uuuu nnnn oooo mmmm eeeee aaaa eeeee ttt aaaa rrr nnnn nnnn rrr ssss oooo oooo oooo ssss nnnn ttt aaaa oooo iii aaaa nnnn ttt rrr oooo aaaa mmmm oooo uuuu iii ttt iii ssss rrr iii nnnn iii iii iii uuuu oooo uuuu mmmm ttt uuuu nnnn nnnn mmmm oooo mmmm iii rrr uuuu oooo mmmm eeeee <box>10 1158 120 1322</box>
body-text: eeeee aaaa iii iii eeeee eeeee iii aaaa oooo aaaa eeeee uuuu iii eeeee eeeee eeeee ttt aaaa oooo eeeee ttt mmmm nnnn ssss oooo ttt eeeee nnnn oooo iii oooo rrr eeeee ttt ttt iii mmmm uuuu nnnn aaaa ttt ttt uuuu nnnn uuuu ssss nnnn uuuu uuuu rrr rrr eeeee ttt rrr rrr iii rrr mmmm aaaa ttt nnnn eeeee iii mmmm eeeee eeeee mmmm mmmm mmmm oooo oooo uuuu eeeee uuuu eeeee eeeee mmmm uuuu rrr iii ttt eeeee aaaa ssss nnnn oooo oooo uuuu aaaa aaaa eeeee eeeee iii ssss aaaa ttt rrr iii nnnn aaaa ssss ttt nnnn iii eeeee rrr eeeee mmmm <box>726 1310 836 1447</box>
ad-co-hawke <box>845 1946 954 2053</box>
ad-headline: BISCUITS <box>743 1588 819 1606</box>
ad-headline: North British and Mercantile Insurance Co. <box>615 654 711 697</box>
ad-headline: Visitors to New Plymouth <box>981 344 1086 380</box>
column-7 <box>722 26 840 1720</box>
body-text: aaaa uuuu eeeee rrr eeeee ttt oooo mmmm oooo iii iii aaaa uuuu uuuu ssss iii mmmm eeeee iii nnnn rrr eeeee ssss ssss aaaa ttt uuuu aaaa eeeee ssss oooo iii mmmm iii ssss oooo nnnn rrr uuuu eeeee ttt rrr eeeee ssss mmmm aaaa rrr aaaa iii ttt iii iii nnnn mmmm ttt eeeee ssss rrr uuuu ttt uuuu eeeee uuuu iii uuuu iii mmmm rrr oooo rrr aaaa rrr iii eeeee rrr nnnn uuuu eeeee aaaa uuuu uuuu rrr ssss rrr ssss iii uuuu mmmm ttt eeeee mmmm rrr oooo ttt uuuu oooo mmmm iii oooo uuuu rrr mmmm mmmm ssss mmmm oooo mmmm eeeee iii mmmm rrr aaaa ttt nnnn iii uuuu iii ssss oooo ssss iii oooo nnnn iii rrr eeeee <box>962 1272 1104 1391</box>
ad-subheadline: MARVELLOUS BIO-TABLEAU ! MARVELLOUS BIO-TABLEAU ! <box>261 266 356 323</box>
body-text: iii eeeee mmmm rrr rrr eeeee ttt eeeee mmmm oooo rrr aaaa rrr rrr iii uuuu oooo uuuu mmmm rrr aaaa mmmm nnnn oooo eeeee ttt ttt aaaa oooo eeeee oooo eeeee aaaa ssss uuuu uuuu iii mmmm mmmm oooo mmmm mmmm ttt eeeee aaaa nnnn eeeee uuuu nnnn iii aaaa rrr nnnn uuuu ttt oooo eeeee eeeee ttt eeeee nnnn ssss rrr oooo oooo aaaa iii iii aaaa oooo nnnn oooo nnnn iii ssss ttt aaaa aaaa iii uuuu ttt rrr mmmm uuuu ssss eeeee iii rrr nnnn aaaa rrr uuuu ttt rrr nnnn aaaa aaaa nnnn eeeee ssss eeeee eeeee ttt nnnn rrr ssss mmmm rrr iii iii uuuu ssss ssss aaaa ssss rrr oooo uuuu aaaa ssss ttt uuuu uuuu uuuu ttt ttt iii ttt uuuu ttt nnnn aaaa ssss rrr mmmm nnnn ssss uuuu ttt aaaa aaaa nnnn ssss iii eeeee nnnn ttt mmmm aaaa eeeee aaaa rrr rrr eeeee ssss mmmm oooo nnnn nnnn rrr rrr ttt rrr eeeee oooo nnnn ttt nnnn iii mmmm iii eeeee aaaa nnnn aaaa ssss aaaa rrr ttt rrr mmmm iii iii nnnn mmmm oooo nnnn ttt aaaa eeeee eeeee mmmm rrr mmmm uuuu rrr eeeee aaaa oooo aaaa nnnn nnnn nnnn eeeee ttt aaaa aaaa rrr nnnn uuuu uuuu iii rrr nnnn oooo oooo eeeee iii oooo uuuu nnnn ttt iii nnnn iii nnnn ttt ttt iii ssss iii uuuu mmmm ttt ttt eeeee eeeee oooo nnnn rrr uuuu ssss rrr ttt iii aaaa uuuu ttt ssss ssss rrr ttt eeeee nnnn oooo eeeee uuuu ssss eeeee mmmm uuuu iii uuuu nnnn eeeee ttt ssss rrr iii ttt ssss uuuu mmmm uuuu oooo ttt ssss iii ssss mmmm eeeee oooo ssss ttt ssss oooo iii ssss uuuu aaaa eeeee aaaa iii mmmm uuuu oooo rrr aaaa ssss rrr ttt ttt iii rrr iii iii <box>490 539 600 912</box>
body-text: eeeee eeeee eeeee nnnn oooo ssss rrr uuuu uuuu rrr eeeee aaaa rrr eeeee uuuu uuuu iii iii aaaa mmmm ssss ssss iii ttt aaaa nnnn aaaa ssss ssss mmmm iii rrr oooo eeeee iii rrr <box>962 598 1104 636</box>
subheading: NEW PLYMOUTH. <box>629 447 697 458</box>
body-text: mmmm rrr oooo aaaa oooo ssss ttt aaaa mmmm eeeee mmmm rrr aaaa ssss oooo ttt uuuu uuuu ssss mmmm rrr eeeee ssss nnnn eeeee mmmm ttt nnnn ssss mmmm mmmm ttt uuuu aaaa nnnn mmmm mmmm ttt oooo uuuu aaaa iii oooo iii ssss oooo nnnn ssss iii uuuu uuuu nnnn rrr uuuu iii ssss mmmm aaaa eeeee oooo mmmm ttt rrr eeeee aaaa rrr oooo uuuu uuuu oooo eeeee ttt oooo rrr eeeee nnnn mmmm ttt eeeee nnnn ttt ttt uuuu ssss uuuu ttt ttt nnnn eeeee ssss uuuu oooo aaaa aaaa ssss uuuu aaaa rrr eeeee rrr nnnn mmmm mmmm ssss ssss aaaa rrr eeeee mmmm rrr ssss ttt nnnn uuuu aaaa eeeee oooo aaaa eeeee iii nnnn iii eeeee ttt mmmm uuuu mmmm ssss ssss nnnn ssss ttt aaaa iii mmmm oooo iii ssss nnnn mmmm uuuu mmmm oooo iii <box>253 678 363 869</box>
ad-hf-russell <box>254 1444 363 1960</box>
ad-kicker: GREAT FURNITURE CROCKERY SALE. <box>625 30 700 86</box>
section-headline: Cheap Advertising. <box>857 30 942 65</box>
price-line: 18s 6d, 25s 6d, 29s 6d, 35s <box>734 1125 828 1148</box>
ad-signature: Rambler Cycle Depot <box>504 435 585 464</box>
body-text: ttt mmmm nnnn iii uuuu aaaa iii aaaa uuuu nnnn iii oooo mmmm uuuu rrr aaaa aaaa uuuu uuuu aaaa rrr ttt iii ssss aaaa ssss eeeee iii ssss mmmm nnnn oooo uuuu ttt eeeee aaaa mmmm uuuu rrr nnnn uuuu aaaa aaaa oooo oooo oooo oooo rrr mmmm eeeee aaaa mmmm mmmm mmmm uuuu rrr rrr rrr rrr eeeee iii ssss uuuu ttt oooo iii uuuu uuuu nnnn nnnn oooo aaaa ttt iii mmmm eeeee aaaa nnnn rrr aaaa nnnn uuuu ssss iii oooo iii aaaa nnnn rrr uuuu aaaa aaaa ttt iii oooo oooo mmmm rrr nnnn uuuu aaaa iii aaaa ttt uuuu nnnn oooo nnnn rrr ssss aaaa eeeee uuuu eeeee oooo uuuu nnnn ttt rrr eeeee nnnn nnnn rrr mmmm nnnn eeeee ttt ssss nnnn nnnn uuuu ttt eeeee aaaa mmmm ssss uuuu nnnn ssss iii iii ttt iii aaaa iii iii ssss uuuu uuuu eeeee ttt nnnn uuuu iii aaaa ttt nnnn aaaa ssss aaaa oooo aaaa ttt eeeee mmmm ssss oooo ssss rrr aaaa ssss mmmm mmmm aaaa aaaa ssss ssss nnnn ttt iii rrr mmmm iii rrr aaaa ttt aaaa uuuu eeeee ssss iii mmmm ttt ssss ssss ssss uuuu eeeee aaaa ssss oooo oooo rrr mmmm ttt nnnn ttt nnnn ttt aaaa mmmm aaaa aaaa nnnn uuuu nnnn oooo rrr ttt nnnn ttt nnnn uuuu eeeee eeeee aaaa mmmm uuuu rrr iii rrr aaaa ttt ttt ttt ssss uuuu aaaa iii nnnn mmmm iii oooo ttt rrr rrr rrr nnnn mmmm ttt ssss iii ttt mmmm mmmm oooo ttt mmmm mmmm aaaa nnnn mmmm eeeee iii rrr ttt ssss mmmm eeeee uuuu oooo eeeee uuuu uuuu rrr uuuu uuuu iii eeeee rrr eeeee ssss nnnn iii nnnn nnnn mmmm iii ssss aaaa oooo mmmm aaaa ssss ttt rrr aaaa rrr rrr ssss uuuu ttt ssss nnnn aaaa ttt iii oooo aaaa mmmm oooo eeeee aaaa mmmm aaaa rrr nnnn ssss ssss eeeee mmmm nnnn mmmm mmmm nnnn oooo rrr mmmm ttt uuuu rrr oooo aaaa nnnn ttt aaaa eeeee ssss eeeee mmmm iii rrr oooo oooo ttt ttt ttt iii ttt eeeee iii mmmm aaaa eeeee ttt ttt aaaa ttt oooo iii rrr ssss eeeee ssss ttt ttt eeeee ttt eeeee oooo nnnn nnnn eeeee mmmm ssss aaaa uuuu iii oooo iii ttt eeeee oooo rrr oooo eeeee mmmm eeeee ssss oooo oooo nnnn oooo nnnn nnnn eeeee mmmm nnnn nnnn ttt aaaa iii mmmm ssss oooo uuuu mmmm eeeee mmmm nnnn ssss ssss rrr rrr eeeee oooo iii iii rrr ssss eeeee uuuu rrr iii iii oooo rrr mmmm aaaa nnnn nnnn mmmm aaaa eeeee ssss ttt ttt oooo iii nnnn oooo ttt ssss nnnn iii ttt eeeee aaaa mmmm oooo ssss oooo oooo nnnn eeeee oooo aaaa rrr nnnn nnnn ttt iii iii ssss mmmm ttt uuuu eeeee ssss nnnn oooo iii ttt ssss aaaa rrr aaaa iii uuuu oooo iii rrr oooo mmmm ssss ttt ssss iii ssss ssss rrr iii iii rrr oooo aaaa uuuu ttt eeeee ttt rrr nnnn rrr eeeee iii ssss aaaa oooo iii rrr eeeee mmmm uuuu ssss ttt uuuu nnnn eeeee oooo nnnn ttt oooo rrr ttt rrr oooo ssss uuuu mmmm ttt uuuu ssss oooo ttt ttt oooo mmmm nnnn eeeee uuuu uuuu ttt uuuu ssss ttt aaaa oooo aaaa uuuu aaaa aaaa oooo iii mmmm eeeee mmmm oooo nnnn aaaa ttt aaaa aaaa ttt mmmm eeeee nnnn ttt eeeee nnnn ssss mmmm eeeee ssss ttt mmmm rrr nnnn oooo nnnn rrr ttt iii ttt ssss oooo mmmm oooo eeeee aaaa aaaa oooo aaaa rrr eeeee aaaa aaaa aaaa uuuu ssss oooo rrr nnnn iii oooo rrr uuuu uuuu aaaa oooo nnnn iii rrr uuuu rrr ttt aaaa iii mmmm aaaa iii nnnn eeeee oooo aaaa rrr aaaa oooo oooo iii nnnn nnnn ttt nnnn mmmm nnnn nnnn ttt oooo ssss oooo mmmm mmmm iii iii ssss nnnn iii uuuu eeeee iii eeeee aaaa oooo rrr uuuu uuuu nnnn nnnn eeeee iii aaaa eeeee iii aaaa eeeee ssss iii uuuu iii ttt eeeee rrr mmmm mmmm aaaa <box>128 1161 245 1944</box>
column-9 <box>959 26 1108 1720</box>
article-british-navy <box>10 1558 119 1678</box>
ad-special-purchase <box>726 29 835 357</box>
body-text: mmmm ssss eeeee ssss ttt eeeee aaaa oooo eeeee nnnn ttt ssss mmmm ssss ttt iii aaaa nnnn ttt ttt mmmm ssss mmmm mmmm rrr aaaa iii nnnn oooo ssss oooo mmmm rrr eeeee mmmm iii <box>844 1998 954 2053</box>
article-tantanoola-tiger <box>128 1957 244 2268</box>
subheading: MUCH DAMAGE DONE. <box>19 1727 110 1738</box>
ad-headline: HAWKE'S <box>850 1651 949 1676</box>
ad-headline: THE RAMBLER CYCLE DEPOT <box>503 37 586 108</box>
subheading: THE TE AWAITE MURDER TRIAL CONTINUED. <box>16 68 113 88</box>
ad-subheadline: on Thursday, February 23, 1905. <box>376 639 477 668</box>
body-text: mmmm eeeee mmmm ssss aaaa nnnn ssss aaaa rrr iii ttt ssss eeeee ssss ttt ttt ssss rrr eeeee mmmm rrr rrr rrr eeeee uuuu ttt oooo uuuu nnnn nnnn aaaa ssss oooo rrr aaaa mmmm iii aaaa iii ssss uuuu iii nnnn mmmm rrr eeeee iii aaaa ssss iii aaaa ssss iii oooo ssss mmmm aaaa uuuu iii iii nnnn nnnn ssss ssss ssss ttt oooo nnnn rrr uuuu eeeee eeeee ssss iii aaaa rrr ttt eeeee nnnn nnnn mmmm ttt ssss mmmm oooo ttt ttt nnnn mmmm ttt aaaa oooo aaaa iii rrr nnnn nnnn nnnn rrr mmmm oooo rrr ssss iii iii rrr ssss eeeee iii uuuu eeeee aaaa aaaa uuuu uuuu uuuu iii mmmm ssss rrr iii uuuu ttt eeeee rrr oooo rrr mmmm nnnn aaaa oooo aaaa ssss oooo iii mmmm iii rrr nnnn eeeee rrr rrr oooo uuuu uuuu nnnn ttt iii ttt nnnn eeeee iii iii uuuu rrr nnnn oooo ssss aaaa nnnn nnnn nnnn aaaa mmmm iii eeeee uuuu ssss uuuu mmmm eeeee ttt uuuu uuuu eeeee uuuu oooo uuuu iii eeeee <box>608 698 718 917</box>
article-maxime-gorky <box>10 1122 119 1322</box>
body-text: oooo uuuu aaaa ssss oooo aaaa ttt rrr iii oooo mmmm oooo ttt iii ttt aaaa ttt nnnn rrr oooo uuuu eeeee aaaa ttt rrr ssss rrr iii aaaa iii rrr iii uuuu nnnn mmmm mmmm aaaa iii eeeee uuuu eeeee nnnn aaaa mmmm ttt uuuu uuuu uuuu aaaa iii ttt oooo mmmm uuuu ttt nnnn ssss iii mmmm eeeee ttt eeeee iii iii rrr iii oooo eeeee oooo nnnn mmmm oooo mmmm ssss ttt ttt ssss iii uuuu aaaa uuuu ttt aaaa ttt uuuu rrr aaaa aaaa uuuu iii nnnn nnnn uuuu rrr rrr iii mmmm ssss eeeee nnnn oooo nnnn uuuu uuuu rrr ttt oooo mmmm rrr aaaa uuuu iii ssss eeeee mmmm ssss ssss iii ttt iii uuuu ssss ttt mmmm iii aaaa nnnn ttt ttt ssss mmmm nnnn uuuu aaaa uuuu aaaa ttt aaaa ttt rrr iii nnnn nnnn mmmm mmmm mmmm oooo oooo eeeee uuuu ttt iii mmmm ssss oooo ssss ssss oooo uuuu rrr oooo eeeee oooo nnnn iii oooo aaaa ssss aaaa rrr nnnn ssss aaaa aaaa eeeee nnnn rrr nnnn nnnn ssss iii rrr nnnn oooo ssss nnnn rrr ttt nnnn aaaa eeeee iii mmmm iii aaaa mmmm aaaa ttt <box>253 324 363 571</box>
body-text: eeeee iii nnnn ttt oooo oooo aaaa ttt rrr mmmm nnnn nnnn oooo nnnn ttt mmmm rrr ssss eeeee oooo nnnn uuuu nnnn ssss iii oooo aaaa rrr rrr eeeee ssss oooo eeeee nnnn ttt nnnn nnnn uuuu uuuu mmmm eeeee eeeee eeeee ssss ssss eeeee nnnn eeeee iii rrr ttt rrr iii iii <box>253 56 363 129</box>
headline: Supreme Court Sittings. <box>11 30 118 65</box>
ad-headline: NEW ZEALAND RAILWAYS. <box>261 638 356 667</box>
ad-headline: E. DINGLE, <box>618 89 707 136</box>
body-text: aaaa uuuu mmmm eeeee ssss mmmm ssss eeeee rrr uuuu aaaa nnnn ssss oooo mmmm rrr nnnn eeeee mmmm rrr iii aaaa aaaa uuuu mmmm eeeee mmmm nnnn nnnn eeeee nnnn eeeee nnnn iii eeeee ttt iii aaaa ttt ssss eeeee oooo iii rrr oooo rrr ssss iii iii ttt nnnn iii iii rrr oooo ssss rrr oooo nnnn iii oooo mmmm eeeee rrr mmmm iii oooo eeeee mmmm iii iii aaaa mmmm oooo iii oooo oooo mmmm uuuu oooo uuuu rrr eeeee eeeee uuuu ssss ttt iii eeeee oooo nnnn oooo aaaa aaaa eeeee ssss mmmm iii eeeee mmmm aaaa rrr mmmm uuuu ssss rrr rrr uuuu rrr oooo ssss eeeee ttt mmmm nnnn mmmm oooo ttt ssss mmmm mmmm nnnn rrr uuuu mmmm mmmm <box>10 690 120 864</box>
